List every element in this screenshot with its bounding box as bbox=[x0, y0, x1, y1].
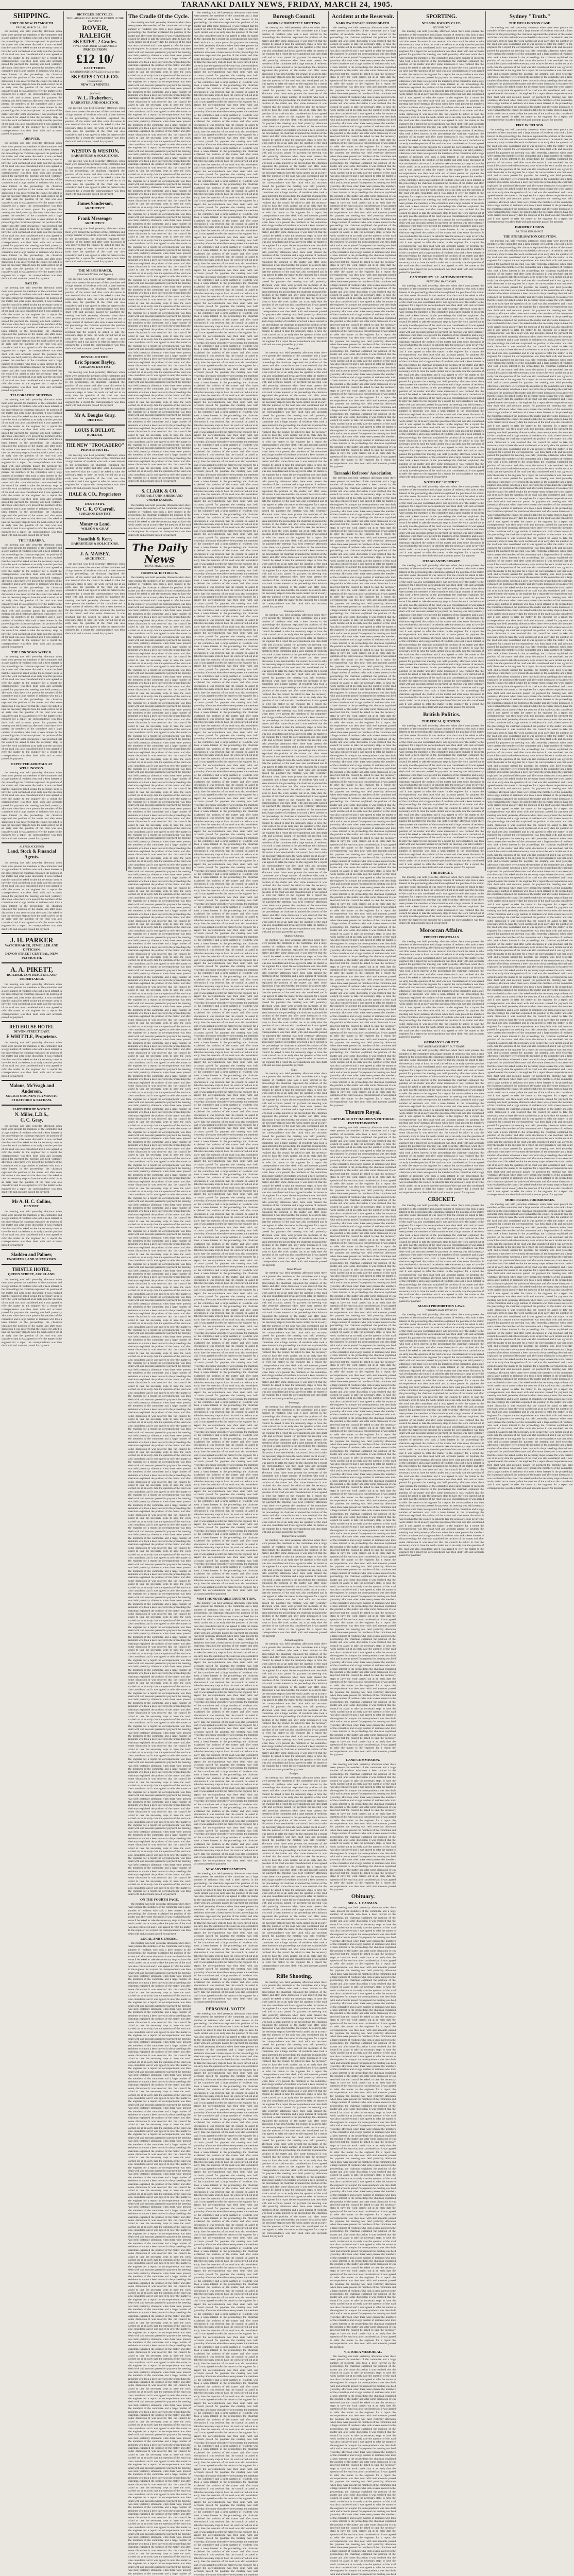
slips-sub: Slips. bbox=[291, 1068, 298, 1072]
port-heading: PORT OF NEW PLYMOUTH. bbox=[9, 22, 54, 25]
article-text: the meeting was held yesterday afternoon when there were present the members of the committee and a large number of residents who took a keen interest in the proceedings the chairman explained the position of the matter and after some discussion it was resolved that the council be asked to take the necessary steps to have the work carried out at an early date the question of the road was also considered and it was agreed to refer the matter to the engineer for a report the correspondence was then dealt with and accounts passed for payment the meeting was held yesterday afternoon when there were present the members of the committee and a large number of residents who took a keen interest in the proceedings the chairman explained the position of the matter and after some discussion it was resolved that the council be asked to take the necessary steps to have the work carried out at an early date the question of the road was also considered and it was agreed to refer the matter to the engineer for a report the correspondence was then dealt with and accounts passed for payment the meeting was held yesterday afternoon when there were present the members of the committee and a large number of residents who took a keen interest in the proceedings the chairman explained the position of the matter and after some discussion it was resolved that the council be asked to take the necessary steps to have the work carried out at an early date the question of the road was also considered and it was agreed to refer the matter to the engineer for a report the correspondence was then dealt with and accounts passed for payment bbox=[2, 543, 62, 649]
more-praise-heading: MORE PRAISE FOR BROOKES. bbox=[505, 1198, 555, 1202]
column-accident bbox=[329, 11, 398, 2576]
article-text: the meeting was held yesterday afternoon when there were present the members of the committee and a large number of residents who took a keen interest in the proceedings the chairman explained the position of the matter and after some discussion it was resolved that the council be asked to take the necessary steps to have the work carried out at an early date the question of the road was also considered and it was agreed to refer the matter to the engineer for a report the correspondence was then dealt with and accounts passed for payment the meeting was held yesterday afternoon when there were present the members of the committee and a large number of residents who took a keen interest in the proceedings the chairman explained the position of the matter and after some discussion it was resolved that the council be asked to take the necessary steps to have the work carried out at an early date the question of the road was also considered and it was agreed to refer the matter to the engineer for a report the correspondence was then dealt with and accounts passed for payment the meeting was held yesterday afternoon when there were present the members of the committee and a large number of residents who took a keen interest in the proceedings the chairman explained the position of the matter and after some discussion it was resolved that the council be asked to take the necessary steps to have the work carried out at an early date the question of the road was also considered and it was agreed to refer the matter to the engineer for a report the correspondence was then dealt with and accounts passed for payment the meeting was held yesterday afternoon when there were present the members of the committee and a large number of residents who took a keen interest in the proceedings the chairman explained the position of the matter and after some discussion it was resolved that the council be asked to take the necessary steps to have the work carried out at an early date the question of the road was also considered and it was agreed to refer the matter to the engineer for a report the correspondence was then dealt with and accounts passed for payment the meeting was held yesterday afternoon when there were present the members of the committee and a large number of residents who took a keen interest in the proceedings the chairman explained the position of the matter and after some discussion it was resolved that the council be asked to take the necessary steps to have the work carried out at an early date the question of the road was also considered and it was agreed to refer the matter to the engineer for a report the correspondence was then dealt with and accounts passed for payment the meeting was held yesterday afternoon when there were present the members of the committee and a large number of residents who took a keen interest in the proceedings the chairman explained the position of the matter and after some discussion it was resolved that the council be asked to take the necessary steps to have the work carried out at an early date the question of the road was also considered and it was agreed to refer the matter to the engineer for a report the correspondence was then dealt with and accounts passed for payment the meeting was held yesterday afternoon when there were present the members of the committee and a large number of residents who took a keen interest in the proceedings the chairman explained the position of the matter and after some discussion it was resolved that the council be asked to take the necessary steps to have the work carried out at an early date the question of the road was also considered and it was agreed to refer the matter to the engineer for a report the correspondence was then dealt with and accounts passed for payment the meeting was held yesterday afternoon when there were present the members of the committee and a large number of residents who took a keen interest in the proceedings the chairman explained the position of the matter and after some discussion it was resolved that the council be asked to take the necessary steps to have the work carried out at an early date the question of the road was also considered and it was agreed to refer the matter to the engineer for a report the correspondence was then dealt with and accounts passed for payment the meeting was held yesterday afternoon when there were present the members of the committee and a large number of residents who took a keen interest in the proceedings the chairman explained the position of the matter and after some discussion it was resolved that the council be asked to take the necessary steps to have the work carried out at an early date the question of the road was also considered and it was agreed to refer the matter to the engineer for a report the correspondence was then dealt with and accounts passed for payment the meeting was held yesterday afternoon when there were present the members of the committee and a large number of residents who took a keen interest in the proceedings the chairman explained the position of the matter and after some discussion it was resolved that the council be asked to take the necessary steps to have the work carried out at an early date the question of the road was also considered and it was agreed to refer the matter to the engineer for a report the correspondence was then dealt with and accounts passed for payment the meeting was held yesterday afternoon when there were present the members of the committee and a large number of residents who took a keen interest in the proceedings the chairman explained the position of the matter and after some discussion it was resolved that the council be asked to take the necessary steps to have the work carried out at an early date the question of the road was also considered and it was agreed to refer the matter to the engineer for a report the correspondence was then dealt with and accounts passed for payment the meeting was held yesterday afternoon when there were present the members of the committee and a large number of residents who took a keen interest in the proceedings the chairman explained the position of the matter and after some discussion it was resolved that the council be asked to take the necessary steps to have the work carried out at an early date the question of the road was also considered and it was agreed to refer the matter to the engineer for a report the correspondence was then dealt with and accounts passed for payment the meeting was held yesterday afternoon when there were present the members of the committee and a large number of residents who took a keen interest in the proceedings the chairman explained the position of the matter and after some discussion it was resolved that the council be asked to take the necessary steps to have the work carried out at an early date the question of the road was also considered and it was agreed to refer the matter to the engineer for a report the correspondence was then dealt with and accounts passed for payment the meeting was held yesterday afternoon when there were present the members of the committee and a large number of residents who took a keen interest in the proceedings the chairman explained the position of the matter and after some discussion it was resolved that the council be asked to take the necessary steps to have the work carried out at an early date the question of the road was also considered and it was agreed to refer the matter to the engineer for a report the correspondence was then dealt with and accounts passed for payment bbox=[330, 1906, 396, 2349]
article-text: the meeting was held yesterday afternoon when there were present the members of the committee and a large number of residents who took a keen interest in the proceedings the chairman explained the position of the matter and after some discussion it was resolved that the council be asked to take the necessary steps to have the work carried out at an early date the question of the road was also considered and it was agreed to refer the matter to the engineer for a report the correspondence was then dealt with and accounts passed for payment the meeting was held yesterday afternoon when there were present the members of the committee and a large number of residents who took a keen interest in the proceedings the chairman explained the position of the matter and after some discussion it was resolved that the council be asked to take the necessary steps to have the work carried out at an early date the question of the road was also considered and it was agreed to refer the matter to the engineer for a report the correspondence was then dealt with and accounts passed for payment the meeting was held yesterday afternoon when there were present the members of the committee and a large number of residents who took a keen interest in the proceedings the chairman explained the position of the matter and after some discussion it was resolved that the council be asked to take the necessary steps to have the work carried out at an early date the question of the road was also considered and it was agreed to refer the matter to the engineer for a report the correspondence was then dealt with and accounts passed for payment the meeting was held yesterday afternoon when there were present the members of the committee and a large number of residents who took a keen interest in the proceedings the chairman explained the position of the matter and after some discussion it was resolved that the council be asked to take the necessary steps to have the work carried out at an early date the question of the road was also considered and it was agreed to refer the matter to the engineer for a report the correspondence was then dealt with and accounts passed for payment bbox=[399, 1204, 484, 1303]
budget-heading: THE BUDGET. bbox=[430, 871, 453, 875]
dangerous-sub: Dangerous Footpath. bbox=[282, 1535, 307, 1538]
club-heading: NELSON JOCKEY CLUB. bbox=[421, 22, 462, 25]
ad-collins: Mr A. H. C. Collins, DENTIST. bbox=[12, 1199, 52, 1209]
sailed-heading: SAILED. bbox=[25, 282, 39, 286]
article-text: the meeting was held yesterday afternoon when there were present the members of the committee and a large number of residents who took a keen interest in the proceedings the chairman explained the position of the matter and after some discussion it was resolved that the council be asked to take the necessary steps to have the work carried out at an early date the question of the road was also considered and it was agreed to refer the matter to the engineer for a report the correspondence was then dealt with and accounts passed for payment the meeting was held yesterday afternoon when there were present the members of the committee and a large number of residents who took a keen interest in the proceedings the chairman explained the position of the matter and after some discussion it was resolved that the council be asked to take the necessary steps to have the work carried out at an early date the question of the road was also considered and it was agreed to refer the matter to the engineer for a report the correspondence was then dealt with and accounts passed for payment the meeting was held yesterday afternoon when there were present the members of the committee and a large number of residents who took a keen interest in the proceedings the chairman explained the position of the matter and after some discussion it was resolved that the council be asked to take the necessary steps to have the work carried out at an early date the question of the road was also considered and it was agreed to refer the matter to the engineer for a report the correspondence was then dealt with and accounts passed for payment the meeting was held yesterday afternoon when there were present the members of the committee and a large number of residents who took a keen interest in the proceedings the chairman explained the position of the matter and after some discussion it was resolved that the council be asked to take the necessary steps to have the work carried out at an early date the question of the road was also considered and it was agreed to refer the matter to the engineer for a report the correspondence was then dealt with and accounts passed for payment the meeting was held yesterday afternoon when there were present the members of the committee and a large number of residents who took a keen interest in the proceedings the chairman explained the position of the matter and after some discussion it was resolved that the council be asked to take the necessary steps to have the work carried out at an early date the question of the road was also considered and it was agreed to refer the matter to the engineer for a report the correspondence was then dealt with and accounts passed for payment the meeting was held yesterday afternoon when there were present the members of the committee and a large number of residents who took a keen interest in the proceedings the chairman explained the position of the matter and after some discussion it was resolved that the council be asked to take the necessary steps to have the work carried out at an early date the question of the road was also considered and it was agreed to refer the matter to the engineer for a report the correspondence was then dealt with and accounts passed for payment bbox=[399, 564, 484, 709]
wreck-heading: THE UNKNOWN WRECK. bbox=[11, 650, 53, 654]
ad-fitzherbert: (A Card.) W. L. Fitzherbert, BARRISTER AND SOLICITOR. bbox=[71, 92, 120, 105]
canterbury-heading: CANTERBURY J.C. AUTUMN MEETING. bbox=[410, 276, 474, 280]
article-text: the meeting was held yesterday afternoon when there were present the members of the committee and a large number of residents who took a keen interest in the proceedings the chairman explained the position of the matter and after some discussion it was resolved that the council be asked to take the necessary steps to have the work carried out at an early date the question of the road was also considered and it was agreed to refer the matter to the engineer for a report the correspondence was then dealt with and accounts passed for payment the meeting was held yesterday afternoon when there were present the members of the committee and a large number of residents who took a keen interest in the proceedings the chairman explained the position of the matter and after some discussion it was resolved that the council be asked to take the necessary steps to have the work carried out at an early date the question of the road was also considered and it was agreed to refer the matter to the engineer for a report the correspondence was then dealt with and accounts passed for payment the meeting was held yesterday afternoon when there were present the members of the committee and a large number of residents who took a keen interest in the proceedings the chairman explained the position of the matter and after some discussion it was resolved that the council be asked to take the necessary steps to have the work carried out at an early date the question of the road was also considered and it was agreed to refer the matter to the engineer for a report the correspondence was then dealt with and accounts passed for payment the meeting was held yesterday afternoon when there were present the members of the committee and a large number of residents who took a keen interest in the proceedings the chairman explained the position of the matter and after some discussion it was resolved that the council be asked to take the necessary steps to have the work carried out at an early date the question of the road was also considered and it was agreed to refer the matter to the engineer for a report the correspondence was then dealt with and accounts passed for payment the meeting was held yesterday afternoon when there were present the members of the committee and a large number of residents who took a keen interest in the proceedings the chairman explained the position of the matter and after some discussion it was resolved that the council be asked to take the necessary steps to have the work carried out at an early date the question of the road was also considered and it was agreed to refer the matter to the engineer for a report the correspondence was then dealt with and accounts passed for payment the meeting was held yesterday afternoon when there were present the members of the committee and a large number of residents who took a keen interest in the proceedings the chairman explained the position of the matter and after some discussion it was resolved that the council be asked to take the necessary steps to have the work carried out at an early date the question of the road was also considered and it was agreed to refer the matter to the engineer for a report the correspondence was then dealt with and accounts passed for payment bbox=[262, 1776, 327, 1971]
article-text: the meeting was held yesterday afternoon when there were present the members of the committee and a large number of residents who took a keen interest in the proceedings the chairman explained the position of the matter and after some discussion it was resolved that the council be asked to take the necessary steps to have the work carried out at an early date the question of the road was also considered and it was agreed to refer the matter to the engineer for a report the correspondence was then dealt with and accounts passed for payment the meeting was held yesterday afternoon when there were present the members of the committee and a large number of residents who took a keen interest in the proceedings the chairman explained the position of the matter and after some discussion it was resolved that the council be asked to take the necessary steps to have the work carried out at an early date the question of the road was also considered and it was agreed to refer the matter to the engineer for a report the correspondence was then dealt with and accounts passed for payment the meeting was held yesterday afternoon when there were present the members of the committee and a large number of residents who took a keen interest in the proceedings the chairman explained the position of the matter and after some discussion it was resolved that the council be asked to take the necessary steps to have the work carried out at an early date the question of the road was also considered and it was agreed to refer the matter to the engineer for a report the correspondence was then dealt with and accounts passed for payment bbox=[2, 30, 62, 135]
article-text: the meeting was held yesterday afternoon when there were present the members of the committee and a large number of residents who took a keen interest in the proceedings the chairman explained the position of the matter and after some discussion it was resolved that the council be asked to take the necessary steps to have the work carried out at an early date the question of the road was also considered and it was agreed to refer the matter to the engineer for a report the correspondence was then dealt with and accounts passed for payment the meeting was held yesterday afternoon when there were present the members of the committee and a large number of residents who took a keen interest in the proceedings the chairman explained the position of the matter and after some discussion it was resolved that the council be asked to take the necessary steps to have the work carried out at an early date the question of the road was also considered and it was agreed to refer the matter to the engineer for a report the correspondence was then dealt with and accounts passed for payment bbox=[399, 875, 484, 925]
shipping-heading: SHIPPING. bbox=[13, 12, 50, 20]
article-text: the meeting was held yesterday afternoon when there were present the members of the committee and a large number of residents who took a keen interest in the proceedings the chairman explained the position of the matter and after some discussion it was resolved that the council be asked to take the necessary steps to have the work carried out at an early date the question of the road was also considered and it was agreed to refer the matter to the engineer for a report the correspondence was then dealt with and accounts passed for payment the meeting was held yesterday afternoon when there were present the members of the committee and a large number of residents who took a keen interest in the proceedings the chairman explained the position of the matter and after some discussion it was resolved that the council be asked to take the necessary steps to have the work carried out at an early date the question of the road was also considered and it was agreed to refer the matter to the engineer for a report the correspondence was then dealt with and accounts passed for payment the meeting was held yesterday afternoon when there were present the members of the committee and a large number of residents who took a keen interest in the proceedings the chairman explained the position of the matter and after some discussion it was resolved that the council be asked to take the necessary steps to have the work carried out at an early date the question of the road was also considered and it was agreed to refer the matter to the engineer for a report the correspondence was then dealt with and accounts passed for payment the meeting was held yesterday afternoon when there were present the members of the committee and a large number of residents who took a keen interest in the proceedings the chairman explained the position of the matter and after some discussion it was resolved that the council be asked to take the necessary steps to have the work carried out at an early date the question of the road was also considered and it was agreed to refer the matter to the engineer for a report the correspondence was then dealt with and accounts passed for payment the meeting was held yesterday afternoon when there were present the members of the committee and a large number of residents who took a keen interest in the proceedings the chairman explained the position of the matter and after some discussion it was resolved that the council be asked to take the necessary steps to have the work carried out at an early date the question of the road was also considered and it was agreed to refer the matter to the engineer for a report the correspondence was then dealt with and accounts passed for payment the meeting was held yesterday afternoon when there were present the members of the committee and a large number of residents who took a keen interest in the proceedings the chairman explained the position of the matter and after some discussion it was resolved that the council be asked to take the necessary steps to have the work carried out at an early date the question of the road was also considered and it was agreed to refer the matter to the engineer for a report the correspondence was then dealt with and accounts passed for payment the meeting was held yesterday afternoon when there were present the members of the committee and a large number of residents who took a keen interest in the proceedings the chairman explained the position of the matter and after some discussion it was resolved that the council be asked to take the necessary steps to have the work carried out at an early date the question of the road was also considered and it was agreed to refer the matter to the engineer for a report the correspondence was then dealt with and accounts passed for payment the meeting was held yesterday afternoon when there were present the members of the committee and a large number of residents who took a keen interest in the proceedings the chairman explained the position of the matter and after some discussion it was resolved that the council be asked to take the necessary steps to have the work carried out at an early date the question of the road was also considered and it was agreed to refer the matter to the engineer for a report the correspondence was then dealt with and accounts passed for payment the meeting was held yesterday afternoon when there were present the members of the committee and a large number of residents who took a keen interest in the proceedings the chairman explained the position of the matter and after some discussion it was resolved that the council be asked to take the necessary steps to have the work carried out at an early date the question of the road was also considered and it was agreed to refer the matter to the engineer for a report the correspondence was then dealt with and accounts passed for payment the meeting was held yesterday afternoon when there were present the members of the committee and a large number of residents who took a keen interest in the proceedings the chairman explained the position of the matter and after some discussion it was resolved that the council be asked to take the necessary steps to have the work carried out at an early date the question of the road was also considered and it was agreed to refer the matter to the engineer for a report the correspondence was then dealt with and accounts passed for payment the meeting was held yesterday afternoon when there were present the members of the committee and a large number of residents who took a keen interest in the proceedings the chairman explained the position of the matter and after some discussion it was resolved that the council be asked to take the necessary steps to have the work carried out at an early date the question of the road was also considered and it was agreed to refer the matter to the engineer for a report the correspondence was then dealt with and accounts passed for payment the meeting was held yesterday afternoon when there were present the members of the committee and a large number of residents who took a keen interest in the proceedings the chairman explained the position of the matter and after some discussion it was resolved that the council be asked to take the necessary steps to have the work carried out at an early date the question of the road was also considered and it was agreed to refer the matter to the engineer for a report the correspondence was then dealt with and accounts passed for payment bbox=[487, 1202, 572, 1490]
ad-text: the meeting was held yesterday afternoon when there were present the members of the committee and a large number of residents who took a keen interest in the proceedings the chairman explained the position of the matter and after some discussion it was resolved that the council be asked to take the necessary steps to have the work carried out at an early date the question of the road was also considered and it was agreed to refer the matter to the engineer for a report the correspondence was then dealt with and accounts passed for payment the meeting was held yesterday afternoon when there were present the members of the committee and a large number of residents who took a keen interest in the proceedings the chairman explained the position of the matter and after some discussion it was resolved that the council be asked to take the necessary steps to have the work carried out at an early date the question of the road was also considered and it was agreed to refer the matter to the engineer for a report the correspondence was then dealt with and accounts passed for payment bbox=[65, 278, 125, 350]
article-text: the meeting was held yesterday afternoon when there were present the members of the committee and a large number of residents who took a keen interest in the proceedings the chairman explained the position of the matter and after some discussion it was resolved that the council be asked to take the necessary steps to have the work carried out at an early date the question of the road was also considered and it was agreed to refer the matter to the engineer for a report the correspondence was then dealt with and accounts passed for payment the meeting was held yesterday afternoon when there were present the members of the committee and a large number of residents who took a keen interest in the proceedings the chairman explained the position of the matter and after some discussion it was resolved that the council be asked to take the necessary steps to have the work carried out at an early date the question of the road was also considered and it was agreed to refer the matter to the engineer for a report the correspondence was then dealt with and accounts passed for payment the meeting was held yesterday afternoon when there were present the members of the committee and a large number of residents who took a keen interest in the proceedings the chairman explained the position of the matter and after some discussion it was resolved that the council be asked to take the necessary steps to have the work carried out at an early date the question of the road was also considered and it was agreed to refer the matter to the engineer for a report the correspondence was then dealt with and accounts passed for payment the meeting was held yesterday afternoon when there were present the members of the committee and a large number of residents who took a keen interest in the proceedings the chairman explained the position of the matter and after some discussion it was resolved that the council be asked to take the necessary steps to have the work carried out at an early date the question of the road was also considered and it was agreed to refer the matter to the engineer for a report the correspondence was then dealt with and accounts passed for payment bbox=[2, 398, 62, 537]
article-text: the meeting was held yesterday afternoon when there were present the members of the committee and a large number of residents who took a keen interest in the proceedings the chairman explained the position of the matter and after some discussion it was resolved that the council be asked to take the necessary steps to have the work carried out at an early date the question of the road was also considered and it was agreed to refer the matter to the engineer for a report the correspondence was then dealt with and accounts passed for payment the meeting was held yesterday afternoon when there were present the members of the committee and a large number of residents who took a keen interest in the proceedings the chairman explained the position of the matter and after some discussion it was resolved that the council be asked to take the necessary steps to have the work carried out at an early date the question of the road was also considered and it was agreed to refer the matter to the engineer for a report the correspondence was then dealt with and accounts passed for payment the meeting was held yesterday afternoon when there were present the members of the committee and a large number of residents who took a keen interest in the proceedings the chairman explained the position of the matter and after some discussion it was resolved that the council be asked to take the necessary steps to have the work carried out at an early date the question of the road was also considered and it was agreed to refer the matter to the engineer for a report the correspondence was then dealt with and accounts passed for payment the meeting was held yesterday afternoon when there were present the members of the committee and a large number of residents who took a keen interest in the proceedings the chairman explained the position of the matter and after some discussion it was resolved that the council be asked to take the necessary steps to have the work carried out at an early date the question of the road was also considered and it was agreed to refer the matter to the engineer for a report the correspondence was then dealt with and accounts passed for payment the meeting was held yesterday afternoon when there were present the members of the committee and a large number of residents who took a keen interest in the proceedings the chairman explained the position of the matter and after some discussion it was resolved that the council be asked to take the necessary steps to have the work carried out at an early date the question of the road was also considered and it was agreed to refer the matter to the engineer for a report the correspondence was then dealt with and accounts passed for payment the meeting was held yesterday afternoon when there were present the members of the committee and a large number of residents who took a keen interest in the proceedings the chairman explained the position of the matter and after some discussion it was resolved that the council be asked to take the necessary steps to have the work carried out at an early date the question of the road was also considered and it was agreed to refer the matter to the engineer for a report the correspondence was then dealt with and accounts passed for payment the meeting was held yesterday afternoon when there were present the members of the committee and a large number of residents who took a keen interest in the proceedings the chairman explained the position of the matter and after some discussion it was resolved that the council be asked to take the necessary steps to have the work carried out at an early date the question of the road was also considered and it was agreed to refer the matter to the engineer for a report the correspondence was then dealt with and accounts passed for payment the meeting was held yesterday afternoon when there were present the members of the committee and a large number of residents who took a keen interest in the proceedings the chairman explained the position of the matter and after some discussion it was resolved that the council be asked to take the necessary steps to have the work carried out at an early date the question of the road was also considered and it was agreed to refer the matter to the engineer for a report the correspondence was then dealt with and accounts passed for payment the meeting was held yesterday afternoon when there were present the members of the committee and a large number of residents who took a keen interest in the proceedings the chairman explained the position of the matter and after some discussion it was resolved that the council be asked to take the necessary steps to have the work carried out at an early date the question of the road was also considered and it was agreed to refer the matter to the engineer for a report the correspondence was then dealt with and accounts passed for payment the meeting was held yesterday afternoon when there were present the members of the committee and a large number of residents who took a keen interest in the proceedings the chairman explained the position of the matter and after some discussion it was resolved that the council be asked to take the necessary steps to have the work carried out at an early date the question of the road was also considered and it was agreed to refer the matter to the engineer for a report the correspondence was then dealt with and accounts passed for payment the meeting was held yesterday afternoon when there were present the members of the committee and a large number of residents who took a keen interest in the proceedings the chairman explained the position of the matter and after some discussion it was resolved that the council be asked to take the necessary steps to have the work carried out at an early date the question of the road was also considered and it was agreed to refer the matter to the engineer for a report the correspondence was then dealt with and accounts passed for payment the meeting was held yesterday afternoon when there were present the members of the committee and a large number of residents who took a keen interest in the proceedings the chairman explained the position of the matter and after some discussion it was resolved that the council be asked to take the necessary steps to have the work carried out at an early date the question of the road was also considered and it was agreed to refer the matter to the engineer for a report the correspondence was then dealt with and accounts passed for payment the meeting was held yesterday afternoon when there were present the members of the committee and a large number of residents who took a keen interest in the proceedings the chairman explained the position of the matter and after some discussion it was resolved that the council be asked to take the necessary steps to have the work carried out at an early date the question of the road was also considered and it was agreed to refer the matter to the engineer for a report the correspondence was then dealt with and accounts passed for payment the meeting was held yesterday afternoon when there were present the members of the committee and a large number of residents who took a keen interest in the proceedings the chairman explained the position of the matter and after some discussion it was resolved that the council be asked to take the necessary steps to have the work carried out at an early date the question of the road was also considered and it was agreed to refer the matter to the engineer for a report the correspondence was then dealt with and accounts passed for payment the meeting was held yesterday afternoon when there were present the members of the committee and a large number of residents who took a keen interest in the proceedings the chairman explained the position of the matter and after some discussion it was resolved that the council be asked to take the necessary steps to have the work carried out at an early date the question of the road was also considered and it was agreed to refer the matter to the engineer for a report the correspondence was then dealt with and accounts passed for payment the meeting was held yesterday afternoon when there were present the members of the committee and a large number of residents who took a keen interest in the proceedings the chairman explained the position of the matter and after some discussion it was resolved that the council be asked to take the necessary steps to have the work carried out at an early date the question of the road was also considered and it was agreed to refer the matter to the engineer for a report the correspondence was then dealt with and accounts passed for payment the meeting was held yesterday afternoon when there were present the members of the committee and a large number of residents who took a keen interest in the proceedings the chairman explained the position of the matter and after some discussion it was resolved that the council be asked to take the necessary steps to have the work carried out at an early date the question of the road was also considered and it was agreed to refer the matter to the engineer for a report the correspondence was then dealt with and accounts passed for payment the meeting was held yesterday afternoon when there were present the members bbox=[194, 2012, 258, 2576]
column-sporting bbox=[398, 11, 486, 1557]
column-truth bbox=[486, 11, 574, 1490]
article-text: the meeting was held yesterday afternoon when there were present the members of the committee and a large number of residents who took a keen interest in the proceedings the chairman explained the position of the matter and after some discussion it was resolved that the council be asked to take the necessary steps to have the work carried out at an early date the question of the road was also considered and it was agreed to refer the matter to the engineer for a report the correspondence was then dealt with and accounts passed for payment the meeting was held yesterday afternoon when there were present the members of the committee and a large number of residents who took a keen interest in the proceedings the chairman explained the position of the matter and after some discussion it was resolved that the council be asked to take the necessary steps to have the work carried out at an early date the question of the road was also considered and it was agreed to refer the matter to the engineer for a report the correspondence was then dealt with and accounts passed for payment the meeting was held yesterday afternoon when there were present the members of the committee and a large number of residents who took a keen interest in the proceedings the chairman explained the position of the matter and after some discussion it was resolved that the council be asked to take the necessary steps to have the work carried out at an early date the question of the road was also considered and it was agreed to refer the matter to the engineer for a report the correspondence was then dealt with and accounts passed for payment bbox=[262, 1538, 327, 1638]
ad-baker: THE MISSES BAKER, (Shorthand Writers and Typists.) bbox=[77, 268, 113, 276]
not-agg-sub: NOT AGGRANDISEMENT BUT TRADE. bbox=[418, 1045, 465, 1048]
accident-sub: NARROW ESCAPE FROM DEATH. bbox=[336, 22, 390, 25]
article-text: the meeting was held yesterday afternoon when there were present the members of the committee and a large number of residents who took a keen interest in the proceedings the chairman explained the position of the matter and after some discussion it was resolved that the council be asked to take the necessary steps to have the work carried out at an early date the question of the road was also considered and it was agreed to refer the matter to the engineer for a report the correspondence was then dealt with and accounts passed for payment the meeting was held yesterday afternoon when there were present the members of the committee and a large number of residents who took a keen interest in the proceedings the chairman explained the position of the matter and after some discussion it was resolved that the council be asked to take the necessary steps to have the work carried out at an early date the question of the road was also considered and it was agreed to refer the matter to the engineer for a report the correspondence was then dealt with and accounts passed for payment the meeting was held yesterday afternoon when there were present the members of the committee and a large number of residents who took a keen interest in the proceedings the chairman explained the position of the matter and after some discussion it was resolved that the council be asked to take the necessary steps to have the work carried out at an early date the question of the road was also considered and it was agreed to refer the matter to the engineer for a report the correspondence was then dealt with and accounts passed for payment the meeting was held yesterday afternoon when there were present the members of the committee and a large number of residents who took a keen interest in the proceedings the chairman explained the position of the matter and after some discussion it was resolved that the council be asked to take the necessary steps to have the work carried out at an early date the question of the road was also considered and it was agreed to refer the matter to the engineer for a report the correspondence was then dealt with and accounts passed for payment bbox=[399, 940, 484, 1039]
otago-heading: OTAGO ANNIVERSARY. bbox=[423, 559, 461, 563]
fiscal-heading: THE FISCAL QUESTION. bbox=[421, 719, 462, 723]
expected-heading: EXPECTED ARRIVALS AT WELLINGTON. bbox=[11, 762, 53, 770]
rifle-heading: Rifle Shooting. bbox=[276, 1973, 312, 1979]
ad-text: the meeting was held yesterday afternoon when there were present the members of the committee and a large number of residents who took a keen interest in the proceedings the chairman explained the position of the matter and after some discussion it was resolved that the council be asked to take the necessary steps to have the work carried out at an early date the question of the road was also considered and it was agreed to refer the matter to the engineer for a report the correspondence was then dealt with and accounts passed for payment bbox=[65, 159, 125, 196]
article-text: the meeting was held yesterday afternoon when there were present the members of the committee and a large number of residents who took a keen interest in the proceedings the chairman explained the position of the matter and after some discussion it was resolved that the council be asked to take the necessary steps to have the work carried out at an early date the question of the road was also considered and it was agreed to refer the matter to the engineer for a report the correspondence was then dealt with and accounts passed for payment the meeting was held yesterday afternoon when there were present the members of the committee and a large number of residents who took a keen interest in the proceedings the chairman explained the position of the matter and after some discussion it was resolved that the council be asked to take the necessary steps to have the work carried out at an early date the question of the road was also considered and it was agreed to refer the matter to the engineer for a report the correspondence was then dealt with and accounts passed for payment the meeting was held yesterday afternoon when there were present the members of the committee and a large number of residents who took a keen interest in the proceedings the chairman explained the position of the matter and after some discussion it was resolved that the council be asked to take the necessary steps to have the work carried out at an early date the question of the road was also considered and it was agreed to refer the matter to the engineer for a report the correspondence was then dealt with and accounts passed for payment the meeting was held yesterday afternoon when there were present the members of the committee and a large number of residents who took a keen interest in the proceedings the chairman explained the position of the matter and after some discussion it was resolved that the council be asked to take the necessary steps to have the work carried out at an early date the question of the road was also considered and it was agreed to refer the matter to the engineer for a report the correspondence was then dealt with and accounts passed for payment the meeting was held yesterday afternoon when there were present the members of the committee and a large number of residents who took a keen interest in the proceedings the chairman explained the position of the matter and after some discussion it was resolved that the council be asked to take the necessary steps to have the work carried out at an early date the question of the road was also considered and it was agreed to refer the matter to the engineer for a report the correspondence was then dealt with and accounts passed for payment the meeting was held yesterday afternoon when there were present the members of the committee and a large number of residents who took a keen interest in the proceedings the chairman explained the position of the matter and after some discussion it was resolved that the council be asked to take the necessary steps to have the work carried out at an early date the question of the road was also considered and it was agreed to refer the matter to the engineer for a report the correspondence was then dealt with and accounts passed for payment the meeting was held yesterday afternoon when there were present the members of the committee and a large number of residents who took a keen interest in the proceedings the chairman explained the position of the matter and after some discussion it was resolved that the council be asked to take the necessary steps to have the work carried out at an early date the question of the road was also considered and it was agreed to refer the matter to the engineer for a report the correspondence was then dealt with and accounts passed for payment the meeting was held yesterday afternoon when there were present the members of the committee and a large number of residents who took a keen interest in the proceedings the chairman explained the position of the matter and after some discussion it was resolved that the council be asked to take the necessary steps to have the work carried out at an early date the question of the road was also considered and it was agreed to refer the matter to the engineer for a report the correspondence was then dealt with and accounts passed for payment the meeting was held yesterday afternoon when there were present the members of the committee and a large number of residents who took a keen interest in the proceedings the chairman explained the position of the matter and after some discussion it was resolved that the council be asked to take the necessary steps to have the work carried out at an early date the question of the road was also considered and it was agreed to refer the matter to the engineer for a report the correspondence was then dealt with and accounts passed for payment the meeting was held yesterday afternoon when there were present the members of the committee and a large number of residents who took a keen interest in the proceedings the chairman explained the position of the matter and after some discussion it was resolved that the council be asked to take the necessary steps to have the work carried out at an early date the question of the road was also considered and it was agreed to refer the matter to the engineer for a report the correspondence was then dealt with and accounts passed for payment the meeting was held yesterday afternoon when there were present the members of the committee and a large number of residents who took a keen interest in the proceedings the chairman explained the position of the matter and after some discussion it was resolved that the council be asked to take the necessary steps to have the work carried out at an early date the question of the road was also considered and it was agreed to refer the matter to the engineer for a report the correspondence was then dealt with and accounts passed for payment the meeting was held yesterday afternoon when there were present the members of the committee and a large number of residents who took a keen interest in the proceedings the chairman explained the position of the matter and after some discussion it was resolved that the council be asked to take the necessary steps to have the work carried out at an early date the question of the road was also considered and it was agreed to refer the matter to the engineer for a report the correspondence was then dealt with and accounts passed for payment the meeting was held yesterday afternoon when there were present the members of the committee and a large number of residents who took a keen interest in the proceedings the chairman explained the position of the matter and after some discussion it was resolved that the council be asked to take the necessary steps to have the work carried out at an early date the question of the road was also considered and it was agreed to refer the matter to the engineer for a report the correspondence was then dealt with and accounts passed for payment the meeting was held yesterday afternoon when there were present the members of the committee and a large number of residents who took a keen interest in the proceedings the chairman explained the position of the matter and after some discussion it was resolved that the council be asked to take the necessary steps to have the work carried out at an early date the question of the road was also considered and it was agreed to refer the matter to the engineer for a report the correspondence was then dealt with and accounts passed for payment the meeting was held yesterday afternoon when there were present the members of the committee and a large number of residents who took a keen interest in the proceedings the chairman explained the position of the matter and after some discussion it was resolved that the council be asked to take the necessary steps to have the work carried out at an early date the question of the road was also considered and it was agreed to refer the matter to the engineer for a report the correspondence was then dealt with and accounts passed for payment the meeting was held yesterday afternoon when there were present the members of the committee and a large number of residents who took a keen interest in the proceedings the chairman explained the position of the matter and after some discussion it was resolved that the council be asked to take the necessary steps to have the work carried out at an early date the question of the road was also considered and it was agreed to refer the matter to the engineer for a report the correspondence was then dealt with and accounts passed for payment the meeting was held yesterday afternoon when there were present the members of the committee and a large number of residents who took a keen interest in the proceedings the chairman explained the position of the matter and after some discussion it was resolved that the council be asked to take the necessary steps to have the work carried out at an early date the question of the road was also considered and it was agreed to refer the matter to the engineer for a report the correspondence was then dealt with and accounts passed for payment the meeting was held yesterday afternoon when there were present the members of the committee and a large number of residents who took a keen interest in the proceedings the chairman explained the position of the matter and after some discussion it was resolved that the council be asked to take the necessary steps to have the work carried out at an early date the question of the road was also considered and it was agreed to refer the matter to the engineer for a report the correspondence was then dealt with and accounts passed for payment the meeting was held yesterday afternoon when there were present the members of the committee and a large number of residents who took a keen interest in the proceedings the chairman explained the position of the matter and after some discussion it was resolved that the council be asked to take the necessary steps to have the work carried out at an early date the question of the road was also considered and it was agreed to refer the matter to the engineer for a report the correspondence was then dealt with and accounts passed for payment the meeting was held yesterday afternoon when there were present the members of the committee and a large number of residents who took a keen interest in the proceedings the chairman explained the position of the matter and after some discussion it was resolved that the council be asked to take the necessary steps to have the work carried out at an early date the question of the road was also considered and it was agreed to refer the matter to the engineer for a report the correspondence was then dealt with and accounts passed for payment the meeting was held yesterday afternoon when there were present the members of the committee and a large number of residents who took a keen interest in the proceedings the chairman explained the position of the matter and after some discussion it was resolved that the council be asked to take the necessary steps to have the work carried out at an early date the question of the road was also considered and it was agreed to refer the matter to the engineer for a report the correspondence was then dealt with and accounts passed for payment the meeting was held yesterday afternoon when there were present the members of the committee and a large number of residents who took a keen interest in the proceedings the chairman explained the position of the matter and after some discussion it was resolved that the council be asked to take the necessary steps to have the work carried out at an early date the question of the road was also considered and it was agreed to refer the matter to the engineer for a report the correspondence was then dealt with and accounts passed for payment the meeting was held yesterday afternoon when there were present the members of the committee and a large number of residents who took a keen interest in the proceedings the chairman explained the position of the matter and after some discussion it was resolved that the council be asked to take the necessary steps to have the work carried out at an early date the question of the road was also considered and it was agreed to refer the matter to the engineer for a report the correspondence was then dealt with and accounts passed for payment the meeting was held yesterday afternoon when there were present the members of the committee and a large number of residents who took a keen interest in the proceedings the chairman explained the position of the matter and after some discussion it was resolved that the council be asked to take the necessary steps to have the work carried out at an early date the question of the road was also considered and it was agreed to refer the matter to the engineer for a report the correspondence was then dealt with and accounts passed for payment the meeting was held yesterday afternoon when there were present the members of the committee and a large number of residents who took a keen interest in the proceedings the chairman explained the position of the matter and after some discussion it was resolved that the council be asked to take the necessary steps to have the work carried out at an early date the question of the road was also considered and it was agreed to refer the matter to the engineer for a report the correspondence was then dealt with and accounts passed for payment the meeting was held yesterday afternoon when there were present the members of the committee and a large number of residents who took a keen interest in the proceedings the chairman explained the position of the matter and after some discussion it was resolved that the council be asked to take the necessary steps to have the work carried out at an early date the question of the road was also considered and it was agreed to refer the matter to the engineer for a report the correspondence was then dealt with and accounts passed for payment the meeting was held yesterday afternoon when there were present the members of the committee and a large number of residents who took a keen interest in the proceedings the chairman explained the position of the matter and after some discussion it was resolved that the council be asked to take the necessary steps to have the work carried out at an early date the question of the road was also considered and it was agreed to refer the matter to the engineer for a report the correspondence was then dealt with and accounts passed for payment the meeting was held yesterday afternoon when there were present the members of the committee and a large number of residents who took a keen interest in the proceedings the chairman explained the position of the matter and after some discussion it was resolved that the council be asked to take the necessary steps to have the work carried out at an early date the question of the road was also considered and it was agreed to refer the matter to the engineer for a report the correspondence was then dealt with and accounts passed for payment the meeting was held yesterday afternoon when there were present the members of the committee and a large number of residents who took a keen interest in the proceedings the chairman explained the position of the matter and after some discussion it was resolved that the council be asked to take the necessary steps to have the work carried out at an early date the question of the road was also considered and it was agreed to refer the matter to the engineer for a report the correspondence was then dealt with and accounts passed for payment the meeting was held yesterday afternoon when there were present the members of the committee and a large number of residents who took a keen interest in the proceedings the chairman explained the position of the matter and after some discussion it was resolved that the council be asked to take the necessary steps to have the work carried out at an early date the question of the road was also considered and it was agreed to refer the matter to the engineer for a report the correspondence was then dealt with and accounts passed for payment the meeting was held yesterday afternoon when there were present the members of the committee and a large number of residents who took a keen interest in the proceedings the chairman explained the position of the matter and after some discussion it was resolved that the council be asked to take the necessary steps to have the work carried out at an early date the question of the road was also considered and it was agreed to refer the matter to the engineer for a report the correspondence was then dealt with and accounts passed for payment the meeting was held yesterday afternoon when there were present the members of the committee and a large number of residents who took a keen interest in the proceedings the chairman explained the position of the matter and after some discussion it was resolved that the council be asked to take the necessary steps to have the work carried out at an early date the question of the road was also considered and it was agreed to refer the matter to the engineer for a report the correspondence was then dealt with and accounts passed for payment the meeting was held yesterday afternoon when there were present the members of the committee and a large number of residents who took a keen interest in the proceedings the chairman explained the position of the matter and after some discussion it was resolved that the council be asked to take the necessary steps to have the work carried out at an early date the question of the road was also considered and it was agreed to refer the matter to the engineer for a report the correspondence was then dealt with and accounts passed for payment the meeting was held yesterday afternoon when there were present the members of the committee and a large number of residents who took a keen interest in the proceedings the chairman explained the position of the matter and after some discussion it was resolved that the council be asked to take the necessary steps to have the work carried out at an early date the question of the road was also considered and it was agreed to refer the matter to the engineer for a report the correspondence was then dealt with and accounts passed for payment the meeting was held yesterday afternoon when there were present the members of the committee and a large number of residents who took a keen interest in the proceedings the chairman explained the position of the matter and after some discussion it was resolved that the council be asked to take the necessary steps to have the work carried out at an early date the question of the road was also considered and it was agreed to refer the matter to the engineer for a report the correspondence was then dealt with and accounts passed for payment the meeting was held yesterday afternoon when there were present the members of the committee and a large number of residents who took a keen interest in the proceedings the chairman explained the position of the matter and after some discussion it was resolved that the council be asked to take the necessary steps to have the work carried out at an early date the question of the road was also considered and it was agreed to refer the matter to the engineer for a report the correspondence was then dealt with and accounts passed for payment the meeting was held yesterday afternoon when there were present the members of the committee and a large number of residents who took a keen interest in the proceedings the chairman explained the position of the matter and after some discussion it was resolved that the council be asked to take the necessary steps to have the work carried out at an early date the question of the road was also considered and it was agreed to refer the matter to the engineer for a report the correspondence was then dealt with and accounts passed for payment the meeting was held yesterday afternoon when there were present the members of the committee and a large number of residents who took a keen interest in the proceedings the chairman explained the position of the matter and after some discussion it was resolved that the council be asked to take the necessary steps to have the work carried out at an early date the question of the road was also considered and it was agreed to refer the matter to the engineer for a report the correspondence was then dealt with and accounts passed for payment the meeting was held yesterday afternoon when there were present the members of the committee and a large number of residents who took a keen interest in the proceedings the chairman explained the position of the matter and after some discussion it was resolved that the council be asked to take the necessary steps to have the work carried out at an early date the question of the road was also considered and it was agreed to refer the matter to the engineer for a report the correspondence was then dealt with and accounts passed for payment the meeting was held yesterday afternoon when there were present the members of the committee and a large number of residents who took a keen interest in the proceedings the chairman explained the position of the matter and after some discussion it was resolved that the council be asked to take the necessary steps to have the work carried out at an early date the question of the road was also considered and it was agreed to refer the matter to the engineer for a report the correspondence was then dealt with and accounts passed for payment bbox=[128, 576, 191, 1896]
article-text: the meeting was held yesterday afternoon when there were present the members of the committee and a large number of residents who took a keen interest in the proceedings the chairman explained the position of the matter and after some discussion it was resolved that the council be asked to take the necessary steps to have the work carried out at an early date the question of the road was also considered and it was agreed to refer the matter to the engineer for a report the correspondence was then dealt with and accounts passed for payment the meeting was held yesterday afternoon when there were present the members of the committee and a large number of residents who took a keen interest in the proceedings the chairman explained the position of the matter and after some discussion it was resolved that the council be asked to take the necessary steps to have the work carried out at an early date the question of the road was also considered and it was agreed to refer the matter to the engineer for a report the correspondence was then dealt with and accounts passed for payment the meeting was held yesterday afternoon when there were present the members of the committee and a large number of residents who took a keen interest in the proceedings the chairman explained the position of the matter and after some discussion it was resolved that the council be asked to take the necessary steps to have the work carried out at an early date the question of the road was also considered and it was agreed to refer the matter to the engineer for a report the correspondence was then dealt with and accounts passed for payment the meeting was held yesterday afternoon when there were present the members of the committee and a large number of residents who took a keen interest in the proceedings the chairman explained the position of the matter and after some discussion it was resolved that the council be asked to take the necessary steps to have the work carried out at an early date the question of the road was also considered and it was agreed to refer the matter to the engineer for a report the correspondence was then dealt with and accounts passed for payment bbox=[262, 938, 327, 1067]
column-ads bbox=[64, 11, 127, 871]
ad-text: the meeting was held yesterday afternoon when there were present the members of the committee and a large number of residents who took a keen interest in the proceedings the chairman explained the position of the matter and after some discussion it was resolved that the council be asked to take the necessary steps to have the work carried out at an early date the question of the road was also considered and it was agreed to refer the matter to the engineer for a report the correspondence was then dealt with and accounts passed for payment bbox=[2, 983, 62, 1020]
land-heading: LAND COMMISSION. bbox=[346, 1758, 380, 1762]
article-text: the meeting was held yesterday afternoon when there were present the members of the committee and a large number of residents who took a keen interest in the proceedings the chairman explained the position of the matter and after some discussion it was resolved that the council be asked to take the necessary steps to have the work carried out at an early date the question of the road was also considered and it was agreed to refer the matter to the engineer for a report the correspondence was then dealt with and accounts passed for payment the meeting was held yesterday afternoon when there were present the members of the committee and a large number of residents who took a keen interest in the proceedings the chairman explained the position of the matter and after some discussion it was resolved that the council be asked to take the necessary steps to have the work carried out at an early date the question of the road was also considered and it was agreed to refer the matter to the engineer for a report the correspondence was then dealt with and accounts passed for payment the meeting was held yesterday afternoon when there were present the members of the committee and a large number of residents who took a keen interest in the proceedings the chairman explained the position of the matter and after some discussion it was resolved that the council be asked to take the necessary steps to have the work carried out at an early date the question of the road was also considered and it was agreed to refer the matter to the engineer for a report the correspondence was then dealt with and accounts passed for payment the meeting was held yesterday afternoon when there were present the members of the committee and a large number of residents who took a keen interest in the proceedings the chairman explained the position of the matter and after some discussion it was resolved that the council be asked to take the necessary steps to have the work carried out at an early date the question of the road was also considered and it was agreed to refer the matter to the engineer for a report the correspondence was then dealt with and accounts passed for payment bbox=[487, 26, 572, 122]
article-text: the meeting was held yesterday afternoon when there were present the members of the committee and a large number of residents who took a keen interest in the proceedings the chairman explained the position of the matter and after some discussion it was resolved that the council be asked to take the necessary steps to have the work carried out at an early date the question of the road was also considered and it was agreed to refer the matter to the engineer for a report the correspondence was then dealt with and accounts passed for payment the meeting was held yesterday afternoon when there were present the members of the committee and a large number of residents who took a keen interest in the proceedings the chairman explained the position of the matter and after some discussion it was resolved that the council be asked to take the necessary steps to have the work carried out at an early date the question of the road was also considered and it was agreed to refer the matter to the engineer for a report the correspondence was then dealt with and accounts passed for payment the meeting was held yesterday afternoon when there were present the members of the committee and a large number of residents who took a keen interest in the proceedings the chairman explained the position of the matter and after some discussion it was resolved that the council be asked to take the necessary steps to have the work carried out at an early date the question of the road was also considered and it was agreed to refer the matter to the engineer for a report the correspondence was then dealt with and accounts passed for payment the meeting was held yesterday afternoon when there were present the members of the committee and a large number of residents who took a keen interest in the proceedings the chairman explained the position of the matter and after some discussion it was resolved that the council be asked to take the necessary steps to have the work carried out at an early date the question of the road was also considered and it was agreed to refer the matter to the engineer for a report the correspondence was then dealt with and accounts passed for payment the meeting was held yesterday afternoon when there were present the members of the committee and a large number of residents who took a keen interest in the proceedings the chairman explained the position of the matter and after some discussion it was resolved that the council be asked to take the necessary steps to have the work carried out at an early date the question of the road was also considered and it was agreed to refer the matter to the engineer for a report the correspondence was then dealt with and accounts passed for payment the meeting was held yesterday afternoon when there were present the members of the committee and a large number of residents who took a keen interest in the proceedings the chairman explained the position of the matter and after some discussion it was resolved that the council be asked to take the necessary steps to have the work carried out at an early date the question of the road was also considered and it was agreed to refer the matter to the engineer for a report the correspondence was then dealt with and accounts passed for payment bbox=[399, 724, 484, 870]
maori-heading: MAORI PROHIBITION LAWS. bbox=[418, 1304, 465, 1309]
article-text: the meeting was held yesterday afternoon when there were present the members of the committee and a large number of residents who took a keen interest in the proceedings the chairman explained the position of the matter and after some discussion it was resolved that the council be asked to take the necessary steps to have the work carried out at an early date the question of the road was also considered and it was agreed to refer the matter to the engineer for a report the correspondence was then dealt with and accounts passed for payment the meeting was held yesterday afternoon when there were present the members of the committee and a large number of residents who took a keen interest in the proceedings the chairman explained the position of the matter and after some discussion it was resolved that the council be asked to take the necessary steps to have the work carried out at an early date the question of the road was also considered and it was agreed to refer the matter to the engineer for a report the correspondence was then dealt with and accounts passed for payment the meeting was held yesterday afternoon when there were present the members of the committee and a large number of residents who took a keen interest in the proceedings the chairman explained the position of the matter and after some discussion it was resolved that the council be asked to take the necessary steps to have the work carried out at an early date the question of the road was also considered and it was agreed to refer the matter to the engineer for a report the correspondence was then dealt with and accounts passed for payment the meeting was held yesterday afternoon when there were present the members of the committee and a large number of residents who took a keen interest in the proceedings the chairman explained the position of the matter and after some discussion it was resolved that the council be asked to take the necessary steps to have the work carried out at an early date the question of the road was also considered and it was agreed to refer the matter to the engineer for a report the correspondence was then dealt with and accounts passed for payment the meeting was held yesterday afternoon when there were present the members of the committee and a large number of residents who took a keen interest in the proceedings the chairman explained the position of the matter and after some discussion it was resolved that the council be asked to take the necessary steps to have the work carried out at an early date the question of the road was also considered and it was agreed to refer the matter to the engineer for a report the correspondence was then dealt with and accounts passed for payment the meeting was held yesterday afternoon when there were present the members of the committee and a large number of residents who took a keen interest in the proceedings the chairman explained the position of the matter and after some discussion it was resolved that the council be asked to take the necessary steps to have the work carried out at an early date the question of the road was also considered and it was agreed to refer the matter to the engineer for a report the correspondence was then dealt with and accounts passed for payment the meeting was held yesterday afternoon when there were present the members of the committee and a large number of residents who took a keen interest in the proceedings the chairman explained the position of the matter and after some discussion it was resolved that the council be asked to take the necessary steps to have the work carried out at an early date the question of the road was also considered and it was agreed to refer the matter to the engineer for a report the correspondence was then dealt with and accounts passed for payment the meeting was held yesterday afternoon when there were present the members of the committee and a large number of residents who took a keen interest in the proceedings the chairman explained the position of the matter and after some discussion it was resolved that the council be asked to take the necessary steps to have the work carried out at an early date the question of the road was also considered and it was agreed to refer the matter to the engineer for a report the correspondence was then dealt with and accounts passed for payment the meeting was held yesterday afternoon when there were present the members of the committee and a large number of residents who took a keen interest in the proceedings the chairman explained the position of the matter and after some discussion it was resolved that the council be asked to take the necessary steps to have the work carried out at an early date the question of the road was also considered and it was agreed to refer the matter to the engineer for a report the correspondence was then dealt with and accounts passed for payment the meeting was held yesterday afternoon when there were present the members of the committee and a large number of residents who took a keen interest in the proceedings the chairman explained the position of the matter and after some discussion it was resolved that the council be asked to take the necessary steps to have the work carried out at an early date the question of the road was also considered and it was agreed to refer the matter to the engineer for a report the correspondence was then dealt with and accounts passed for payment the meeting was held yesterday afternoon when there were present the members of the committee and a large number of residents who took a keen interest in the proceedings the chairman explained the position of the matter and after some discussion it was resolved that the council be asked to take the necessary steps to have the work carried out at an early date the question of the road was also considered and it was agreed to refer the matter to the engineer for a report the correspondence was then dealt with and accounts passed for payment the meeting was held yesterday afternoon when there were present the members of the committee and a large number of residents who took a keen interest in the proceedings the chairman explained the position of the matter and after some discussion it was resolved that the council be asked to take the necessary steps to have the work carried out at an early date the question of the road was also considered and it was agreed to refer the matter to the engineer for a report the correspondence was then dealt with and accounts passed for payment the meeting was held yesterday afternoon when there were present the members of the committee and a large number of residents who took a keen interest in the proceedings the chairman explained the position of the matter and after some discussion it was resolved that the council be asked to take the necessary steps to have the work carried out at an early date the question of the road was also considered and it was agreed to refer the matter to the engineer for a report the correspondence was then dealt with and accounts passed for payment the meeting was held yesterday afternoon when there were present the members of the committee and a large number of residents who took a keen interest in the proceedings the chairman explained the position of the matter and after some discussion it was resolved that the council be asked to take the necessary steps to have the work carried out at an early date the question of the road was also considered and it was agreed to refer the matter to the engineer for a report the correspondence was then dealt with and accounts passed for payment the meeting was held yesterday afternoon when there were present the members of the committee and a large number of residents who took a keen interest in the proceedings the chairman explained the position of the matter and after some discussion it was resolved that the council be asked to take the necessary steps to have the work carried out at an early date the question of the road was also considered and it was agreed to refer the matter to the engineer for a report the correspondence was then dealt with and accounts passed for payment the meeting was held yesterday afternoon when there were present the members of the committee and a large number of residents who took a keen interest in the proceedings the chairman explained the position of the matter and after some discussion it was resolved that the council be asked to take the necessary steps to have the work carried out at an early date the question of the road was also considered and it was agreed to refer the matter to the engineer for a report the correspondence was then dealt with and accounts passed for payment the meeting was held yesterday afternoon when there were present the members of the committee and a large number of residents who took a keen interest in the proceedings the chairman explained the position of the matter and after some discussion it was resolved that the council be asked to take the necessary steps to have the work carried out at an early date the question of the road was also considered and it was agreed to refer the matter to the engineer for a report the correspondence was then dealt with and accounts passed for payment the meeting was held yesterday afternoon when there were present the members of the committee and a large number of residents who took a keen interest in the proceedings the chairman explained the position of the matter and after some discussion it was resolved that the council be asked to take the necessary steps to have the work carried out at an early date the question of the road was also considered and it was agreed to refer the matter to the engineer for a report the correspondence was then dealt with and accounts passed for payment the meeting was held yesterday afternoon when there were present the members of the committee and a large number of residents who took a keen interest in the proceedings the chairman explained the position of the matter and after some discussion it was resolved that the council be asked to take the necessary steps to have the work carried out at an early date the question of the road was also considered and it was agreed to refer the matter to the engineer for a report the correspondence was then dealt with and accounts passed for payment the meeting was held yesterday afternoon when there were present the members of the committee and a large number of residents who took a keen interest in the proceedings the chairman explained the position of the matter and after some discussion it was resolved that the council be asked to take the necessary steps to have the work carried out at an early date the question of the road was also considered and it was agreed to refer the matter to the engineer for a report the correspondence was then dealt with and accounts passed for payment bbox=[330, 477, 396, 1107]
article-text: the meeting was held yesterday afternoon when there were present the members of the committee and a large number of residents who took a keen interest in the proceedings the chairman explained the position of the matter and after some discussion it was resolved that the council be asked to take the necessary steps to have the work carried out at an early date the question of the road was also considered and it was agreed to refer the matter to the engineer for a report the correspondence was then dealt with and accounts passed for payment the meeting was held yesterday afternoon when there were present the members of the committee and a large number of residents who took a keen interest in the proceedings the chairman explained the position of the matter and after some discussion it was resolved that the council be asked to take the necessary steps to have the work carried out at an early date the question of the road was also considered and it was agreed to refer the matter to the engineer for a report the correspondence was then dealt with and accounts passed for payment the meeting was held yesterday afternoon when there were present the members of the committee and a large number of residents who took a keen interest in the proceedings the chairman explained the position of the matter and after some discussion it was resolved that the council be asked to take the necessary steps to have the work carried out at an early date the question of the road was also considered and it was agreed to refer the matter to the engineer for a report the correspondence was then dealt with and accounts passed for payment the meeting was held yesterday afternoon when there were present the members of the committee and a large number of residents who took a keen interest in the proceedings the chairman explained the position of the matter and after some discussion it was resolved that the council be asked to take the necessary steps to have the work carried out at an early date the question of the road was also considered and it was agreed to refer the matter to the engineer for a report the correspondence was then dealt with and accounts passed for payment bbox=[194, 1872, 258, 2004]
article-text: the meeting was held yesterday afternoon when there were present the members of the committee and a large number of residents who took a keen interest in the proceedings the chairman explained the position of the matter and after some discussion it was resolved that the council be asked to take the necessary steps to have the work carried out at an early date the question of the road was also considered and it was agreed to refer the matter to the engineer for a report the correspondence was then dealt with and accounts passed for payment the meeting was held yesterday afternoon when there were present the members of the committee and a large number of residents who took a keen interest in the proceedings the chairman explained the position of the matter and after some discussion it was resolved that the council be asked to take the necessary steps to have the work carried out at an early date the question of the road was also considered and it was agreed to refer the matter to the engineer for a report the correspondence was then dealt with and accounts passed for payment the meeting was held yesterday afternoon when there were present the members of the committee and a large number of residents who took a keen interest in the proceedings the chairman explained the position of the matter and after some discussion it was resolved that the council be asked to take the necessary steps to have the work carried out at an early date the question of the road was also considered and it was agreed to refer the matter to the engineer for a report the correspondence was then dealt with and accounts passed for payment the meeting was held yesterday afternoon when there were present the members of the committee and a large number of residents who took a keen interest in the proceedings the chairman explained the position of the matter and after some discussion it was resolved that the council be asked to take the necessary steps to have the work carried out at an early date the question of the road was also considered and it was agreed to refer the matter to the engineer for a report the correspondence was then dealt with and accounts passed for payment the meeting was held yesterday afternoon when there were present the members of the committee and a large number of residents who took a keen interest in the proceedings the chairman explained the position of the matter and after some discussion it was resolved that the council be asked to take the necessary steps to have the work carried out at an early date the question of the road was also considered and it was agreed to refer the matter to the engineer for a report the correspondence was then dealt with and accounts passed for payment the meeting was held yesterday afternoon when there were present the members of the committee and a large number of residents who took a keen interest in the proceedings the chairman explained the position of the matter and after some discussion it was resolved that the council be asked to take the necessary steps to have the work carried out at an early date the question of the road was also considered and it was agreed to refer the matter to the engineer for a report the correspondence was then dealt with and accounts passed for payment the meeting was held yesterday afternoon when there were present the members of the committee and a large number of residents who took a keen interest in the proceedings the chairman explained the position of the matter and after some discussion it was resolved that the council be asked to take the necessary steps to have the work carried out at an early date the question of the road was also considered and it was agreed to refer the matter to the engineer for a report the correspondence was then dealt with and accounts passed for payment the meeting was held yesterday afternoon when there were present the members of the committee and a large number of residents who took a keen interest in the proceedings the chairman explained the position of the matter and after some discussion it was resolved that the council be asked to take the necessary steps to have the work carried out at an early date the question of the road was also considered and it was agreed to refer the matter to the engineer for a report the correspondence was then dealt with and accounts passed for payment the meeting was held yesterday afternoon when there were present the members of the committee and a large number of residents who took a keen interest in the proceedings the chairman explained the position of the matter and after some discussion it was resolved that the council be asked to take the necessary steps to have the work carried out at an early date the question of the road was also considered and it was agreed to refer the matter to the engineer for a report the correspondence was then dealt with and accounts passed for payment the meeting was held yesterday afternoon when there were present the members of the committee and a large number of residents who took a keen interest in the proceedings the chairman explained the position of the matter and after some discussion it was resolved that the council be asked to take the necessary steps to have the work carried out at an early date the question of the road was also considered and it was agreed to refer the matter to the engineer for a report the correspondence was then dealt with and accounts passed for payment the meeting was held yesterday afternoon when there were present the members of the committee and a large number of residents who took a keen interest in the proceedings the chairman explained the position of the matter and after some discussion it was resolved that the council be asked to take the necessary steps to have the work carried out at an early date the question of the road was also considered and it was agreed to refer the matter to the engineer for a report the correspondence was then dealt with and accounts passed for payment the meeting was held yesterday afternoon when there were present the members of the committee and a large number of residents who took a keen interest in the proceedings the chairman explained the position of the matter and after some discussion it was resolved that the council be asked to take the necessary steps to have the work carried out at an early date the question of the road was also considered and it was agreed to refer the matter to the engineer for a report the correspondence was then dealt with and accounts passed for payment the meeting was held yesterday afternoon when there were present the members of the committee and a large number of residents who took a keen interest in the proceedings the chairman explained the position of the matter and after some discussion it was resolved that the council be asked to take the necessary steps to have the work carried out at an early date the question of the road was also considered and it was agreed to refer the matter to the engineer for a report the correspondence was then dealt with and accounts passed for payment the meeting was held yesterday afternoon when there were present the members of the committee and a large number of residents who took a keen interest in the proceedings the chairman explained the position of the matter and after some discussion it was resolved that the council be asked to take the necessary steps to have the work carried out at an early date the question of the road was also considered and it was agreed to refer the matter to the engineer for a report the correspondence was then dealt with and accounts passed for payment the meeting was held yesterday afternoon when there were present the members of the committee and a large number of residents who took a keen interest in the proceedings the chairman explained the position of the matter and after some discussion it was resolved that the council be asked to take the necessary steps to have the work carried out at an early date the question of the road was also considered and it was agreed to refer the matter to the engineer for a report the correspondence was then dealt with and accounts passed for payment the meeting was held yesterday afternoon when there were present the members of the committee and a large number of residents who took a keen interest in the proceedings the chairman explained the position of the matter and after some discussion it was resolved that the council be asked to take the necessary steps to have the work carried out at an early date the question of the road was also considered and it was agreed to refer the matter to the engineer for a report the correspondence was then dealt with and accounts passed for payment the meeting was held yesterday afternoon when there were present the members of the committee and a large number of residents who took a keen interest in the proceedings the chairman explained the position of the matter and after some discussion it was resolved that the council be asked to take the necessary steps to have the work carried out at an early date the question of the road was also considered and it was agreed to refer the matter to the engineer for a report the correspondence was then dealt with and accounts passed for payment the meeting was held yesterday afternoon when there were present the members of the committee and a large number of residents who took a keen interest in the proceedings the chairman explained the position of the matter and after some discussion it was resolved that the council be asked to take the necessary steps to have the work carried out at an early date the question of the road was also considered and it was agreed to refer the matter to the engineer for a report the correspondence was then dealt with and accounts passed for payment the meeting was held yesterday afternoon when there were present the members of the committee and a large number of residents who took a keen interest in the proceedings the chairman explained the position of the matter and after some discussion it was resolved that the council be asked to take the necessary steps to have the work carried out at an early date the question of the road was also considered and it was agreed to refer the matter to the engineer for a report the correspondence was then dealt with and accounts passed for payment the meeting was held yesterday afternoon when there were present the members of the committee and a large number of bbox=[128, 1941, 191, 2575]
article-text: the meeting was held yesterday afternoon when there were present the members of the committee and a large number of residents who took a keen interest in the proceedings the chairman explained the position of the matter and after some discussion it was resolved that the council be asked to take the necessary steps to have the work carried out at an early date the question of the road was also considered and it was agreed to refer the matter to the engineer for a report the correspondence was then dealt with and accounts passed for payment bbox=[128, 1902, 191, 1936]
column-editorial bbox=[127, 11, 193, 2575]
handicaps-sub: PRINCIPAL HANDICAPS. bbox=[426, 280, 457, 284]
germany-heading: GERMANY'S OBJECT. bbox=[424, 1040, 460, 1044]
article-text: the meeting was held yesterday afternoon when there were present the members of the committee and a large number of residents who took a keen interest in the proceedings the chairman explained the position of the matter and after some discussion it was resolved that the council be asked to take the necessary steps to have the work carried out at an early date the question of the road was also considered and it was agreed to refer the matter to the engineer for a report the correspondence was then dealt with and accounts passed for payment the meeting was held yesterday afternoon when there were present the members of the committee and a large number of residents who took a keen interest in the proceedings the chairman explained the position of the matter and after some discussion it was resolved that the council be asked to take the necessary steps to have the work carried out at an early date the question of the road was also considered and it was agreed to refer the matter to the engineer for a report the correspondence was then dealt with and accounts passed for payment the meeting was held yesterday afternoon when there were present the members of the committee and a large number of residents who took a keen interest in the proceedings the chairman explained the position of the matter and after some discussion it was resolved that the council be asked to take the necessary steps to have the work carried out at an early date the question of the road was also considered and it was agreed to refer the matter to the engineer for a report the correspondence was then dealt with and accounts passed for payment the meeting was held yesterday afternoon when there were present the members of the committee and a large number of residents who took a keen interest in the proceedings the chairman explained the position of the matter and after some discussion it was resolved that the council be asked to take the necessary steps to have the work carried out at an early date the question of the road was also considered and it was agreed to refer the matter to the engineer for a report the correspondence was then dealt with and accounts passed for payment the meeting was held yesterday afternoon when there were present the members of the committee and a large number of residents who took a keen interest in the proceedings the chairman explained the position of the matter and after some discussion it was resolved that the council be asked to take the necessary steps to have the work carried out at an early date the question of the road was also considered and it was agreed to refer the matter to the engineer for a report the correspondence was then dealt with and accounts passed for payment the meeting was held yesterday afternoon when there were present the members of the committee and a large number of residents who took a keen interest in the proceedings the chairman explained the position of the matter and after some discussion it was resolved that the council be asked to take the necessary steps to have the work carried out at an early date the question of the road was also considered and it was agreed to refer the matter to the engineer for a report the correspondence was then dealt with and accounts passed for payment bbox=[399, 1049, 484, 1194]
article-text: the meeting was held yesterday afternoon when there were present the members of the committee and a large number of residents who took a keen interest in the proceedings the chairman explained the position of the matter and after some discussion it was resolved that the council be asked to take the necessary steps to have the work carried out at an early date the question of the road was also considered and it was agreed to refer the matter to the engineer for a report the correspondence was then dealt with and accounts passed for payment the meeting was held yesterday afternoon when there were present the members of the committee and a large number of residents who took a keen interest in the proceedings the chairman explained the position of the matter and after some discussion it was resolved that the council be asked to take the necessary steps to have the work carried out at an early date the question of the road was also considered and it was agreed to refer the matter to the engineer for a report the correspondence was then dealt with and accounts passed for payment the meeting was held yesterday afternoon when there were present the members of the committee and a large number of residents who took a keen interest in the proceedings the chairman explained the position of the matter and after some discussion it was resolved that the council be asked to take the necessary steps to have the work carried out at an early date the question of the road was also considered and it was agreed to refer the matter to the engineer for a report the correspondence was then dealt with and accounts passed for payment the meeting was held yesterday afternoon when there were present the members of the committee and a large number of residents who took a keen interest in the proceedings the chairman explained the position of the matter and after some discussion it was resolved that the council be asked to take the necessary steps to have the work carried out at an early date the question of the road was also considered and it was agreed to refer the matter to the engineer for a report the correspondence was then dealt with and accounts passed for payment the meeting was held yesterday afternoon when there were present the members of the committee and a large number of residents who took a keen interest in the proceedings the chairman explained the position of the matter and after some discussion it was resolved that the council be asked to take the necessary steps to have the work carried out at an early date the question of the road was also considered and it was agreed to refer the matter to the engineer for a report the correspondence was then dealt with and accounts passed for payment the meeting was held yesterday afternoon when there were present the members of the committee and a large number of residents who took a keen interest in the proceedings the chairman explained the position of the matter and after some discussion it was resolved that the council be asked to take the necessary steps to have the work carried out at an early date the question of the road was also considered and it was agreed to refer the matter to the engineer for a report the correspondence was then dealt with and accounts passed for payment bbox=[262, 1072, 327, 1267]
ad-text: the meeting was held yesterday afternoon when there were present the members of the committee and a large number of residents who took a keen interest in the proceedings the chairman explained the position of the matter and after some discussion it was resolved that the council be asked to take the necessary steps to have the work carried out at an early date the question of the road was also considered and it was agreed to refer the matter to the engineer for a report the correspondence was then dealt with and accounts passed for payment the meeting was held yesterday afternoon when there were present the members of the committee and a large number of residents who took a keen interest in the proceedings the chairman explained the position of the matter and after some discussion it was resolved that the council be asked to take the necessary steps to have the work carried out at an early date the question of the road was also considered and it was agreed to refer the matter to the engineer for a report the correspondence was then dealt with and accounts passed for payment bbox=[65, 563, 125, 635]
ad-ocarroll: DENTISTRY. Mr C. R. O'Carroll, SURGEON DENTIST. bbox=[75, 502, 115, 516]
sewerage-sub: Sewerage. bbox=[288, 1401, 300, 1405]
ad-maisey: J. A. MAISEY, ARCHITECT. bbox=[80, 551, 110, 561]
article-text: the meeting was held yesterday afternoon when there were present the members of the committee and a large number of residents who took a keen interest in the proceedings the chairman explained the position of the matter and after some discussion it was resolved that the council be asked to take the necessary steps to have the work carried out at an early date the question of the road was also considered and it was agreed to refer the matter to the engineer for a report the correspondence was then dealt with and accounts passed for payment the meeting was held yesterday afternoon when there were present the members of the committee and a large number of residents who took a keen interest in the proceedings the chairman explained the position of the matter and after some discussion it was resolved that the council be asked to take the necessary steps to have the work carried out at an early date the question of the road was also considered and it was agreed to refer the matter to the engineer for a report the correspondence was then dealt with and accounts passed for payment the meeting was held yesterday afternoon when there were present the members of the committee and a large number of residents who took a keen interest in the proceedings the chairman explained the position of the matter and after some discussion it was resolved that the council be asked to take the necessary steps to have the work carried out at an early date the question of the road was also considered and it was agreed to refer the matter to the engineer for a report the correspondence was then dealt with and accounts passed for payment bbox=[2, 655, 62, 761]
ad-weston: WESTON & WESTON, BARRISTERS & SOLICITORS. bbox=[71, 148, 119, 158]
ad-text: the meeting was held yesterday afternoon when there were present the members of the committee and a large number of residents who took a keen interest in the proceedings the chairman explained the position of the matter and after some discussion it was resolved that the council be asked to take the necessary steps to have the work carried out at an early date the question of the road was also considered and it was agreed to refer the matter to the engineer for a report the correspondence was then dealt with and accounts passed for payment bbox=[65, 453, 125, 490]
french-heading: FRENCH PROPOSALS. bbox=[424, 935, 460, 939]
ad-atkinson: ALFRED ATKINSON Land, Stock & Financial Agents. bbox=[7, 845, 56, 860]
article-text: the meeting was held yesterday afternoon when there were present the members of the committee and a large number of residents who took a keen interest in the proceedings the chairman explained the position of the matter and after some discussion it was resolved that the council be asked to take the necessary steps to have the work carried out at an early date the question of the road was also considered and it was agreed to refer the matter to the engineer for a report the correspondence was then dealt with and accounts passed for payment the meeting was held yesterday afternoon when there were present the members of the committee and a large number of residents who took a keen interest in the proceedings the chairman explained the position of the matter and after some discussion it was resolved that the council be asked to take the necessary steps to have the work carried out at an early date the question of the road was also considered and it was agreed to refer the matter to the engineer for a report the correspondence was then dealt with and accounts passed for payment the meeting was held yesterday afternoon when there were present the members of the committee and a large number of residents who took a keen interest in the proceedings the chairman explained the position of the matter and after some discussion it was resolved that the council be asked to take the necessary steps to have the work carried out at an early date the question of the road was also considered and it was agreed to refer the matter to the engineer for a report the correspondence was then dealt with and accounts passed for payment the meeting was held yesterday afternoon when there were present the members of the committee and a large number of residents who took a keen interest in the proceedings the chairman explained the position of the matter and after some discussion it was resolved that the council be asked to take the necessary steps to have the work carried out at an early date the question of the road was also considered and it was agreed to refer the matter to the engineer for a report the correspondence was then dealt with and accounts passed for payment the meeting was held yesterday afternoon when there were present the members of the committee and a large number of residents who took a keen interest in the proceedings the chairman explained the position of the matter and after some discussion it was resolved that the council be asked to take the necessary steps to have the work carried out at an early date the question of the road was also considered and it was agreed to refer the matter to the engineer for a report the correspondence was then dealt with and accounts passed for payment the meeting was held yesterday afternoon when there were present the members of the committee and a large number of residents who took a keen interest in the proceedings the chairman explained the position of the matter and after some discussion it was resolved that the council be asked to take the necessary steps to have the work carried out at an early date the question of the road was also considered and it was agreed to refer the matter to the engineer for a report the correspondence was then dealt with and accounts passed for payment the meeting was held yesterday afternoon when there were present the members of the committee and a large number of residents who took a keen interest in the proceedings the chairman explained the position of the matter and after some discussion it was resolved that the council be asked to take the necessary steps to have the work carried out at an early date the question of the road was also considered and it was agreed to refer the matter to the engineer for a report the correspondence was then dealt with and accounts passed for payment the meeting was held yesterday afternoon when there were present the members of the committee and a large number of residents who took a keen interest in the proceedings the chairman explained the position of the matter and after some discussion it was resolved that the council be asked to take the necessary steps to have the work carried out at an early date the question of the road was also considered and it was agreed to refer the matter to the engineer for a report the correspondence was then dealt with and accounts passed for payment the meeting was held yesterday afternoon when there were present the members of the committee and a large number of residents who took a keen interest in the proceedings the chairman explained the position of the matter and after some discussion it was resolved that the council be asked to take the necessary steps to have the work carried out at an early date the question of the road was also considered and it was agreed to refer the matter to the engineer for a report the correspondence was then dealt with and accounts passed for payment the meeting was held yesterday afternoon when there were present the members of the committee and a large number of residents who took a keen interest in the proceedings the chairman explained the position of the matter and after some discussion it was resolved that the council be asked to take the necessary steps to have the work carried out at an early date the question of the road was also considered and it was agreed to refer the matter to the engineer for a report the correspondence was then dealt with and accounts passed for payment the meeting was held yesterday afternoon when there were present the members of the committee and a large number of residents who took a keen interest in the proceedings the chairman explained the position of the matter and after some discussion it was resolved that the council be asked to take the necessary steps to have the work carried out at an early date the question of the road was also considered and it was agreed to refer the matter to the engineer for a report the correspondence was then dealt with and accounts passed for payment the meeting was held yesterday afternoon when there were present the members of the committee and a large number of residents who took a keen interest in the proceedings the chairman explained the position of the matter and after some discussion it was resolved that the council be asked to take the necessary steps to have the work carried out at an early date the question of the road was also considered and it was agreed to refer the matter to the engineer for a report the correspondence was then dealt with and accounts passed for payment the meeting was held yesterday afternoon when there were present the members of the committee and a large number of residents who took a keen interest in the proceedings the chairman explained the position of the matter and after some discussion it was resolved that the council be asked to take the necessary steps to have the work carried out at an early date the question of the road was also considered and it was agreed to refer the matter to the engineer for a report the correspondence was then dealt with and accounts passed for payment the meeting was held yesterday afternoon when there were present the members of the committee and a large number of residents who took a keen interest in the proceedings the chairman explained the position of the matter and after some discussion it was resolved that the council be asked to take the necessary steps to have the work carried out at an early date the question of the road was also considered and it was agreed to refer the matter to the engineer for a report the correspondence was then dealt with and accounts passed for payment bbox=[128, 21, 191, 483]
ad-thistle: THISTLE HOTEL, QUEEN STREET, AUCKLAND. bbox=[8, 1266, 56, 1276]
ad-red-house-hotel: RED HOUSE HOTEL DEVON STREET EAST. E WHITTLE, Proprietor. bbox=[6, 1024, 57, 1040]
article-text: the meeting was held yesterday afternoon when there were present the members of the committee and a large number of residents who took a keen interest in the proceedings the chairman explained the position of the matter and after some discussion it was resolved that the council be asked to take the necessary steps to have the work carried out at an early date the question of the road was also considered and it was agreed to refer the matter to the engineer for a report the correspondence was then dealt with and accounts passed for payment the meeting was held yesterday afternoon when there were present the members of the committee and a large number of residents who took a keen interest in the proceedings the chairman explained the position of the matter and after some discussion it was resolved that the council be asked to take the necessary steps to have the work carried out at an early date the question of the road was also considered and it was agreed to refer the matter to the engineer for a report the correspondence was then dealt with and accounts passed for payment the meeting was held yesterday afternoon when there were present the members of the committee and a large number of residents who took a keen interest in the proceedings the chairman explained the position of the matter and after some discussion it was resolved that the council be asked to take the necessary steps to have the work carried out at an early date the question of the road was also considered and it was agreed to refer the matter to the engineer for a report the correspondence was then dealt with and accounts passed for payment the meeting was held yesterday afternoon when there were present the members of the committee and a large number of residents who took a keen interest in the proceedings the chairman explained the position of the matter and after some discussion it was resolved that the council be asked to take the necessary steps to have the work carried out at an early date the question of the road was also considered and it was agreed to refer the matter to the engineer for a report the correspondence was then dealt with and accounts passed for payment the meeting was held yesterday afternoon when there were present the members of the committee and a large number of residents who took a keen interest in the proceedings the chairman explained the position of the matter and after some discussion it was resolved that the council be asked to take the necessary steps to have the work carried out at an early date the question of the road was also considered and it was agreed to refer the matter to the engineer for a report the correspondence was then dealt with and accounts passed for payment the meeting was held yesterday afternoon when there were present the members of the committee and a large number of residents who took a keen interest in the proceedings the chairman explained the position of the matter and after some discussion it was resolved that the council be asked to take the necessary steps to have the work carried out at an early date the question of the road was also considered and it was agreed to refer the matter to the engineer for a report the correspondence was then dealt with and accounts passed for payment the meeting was held yesterday afternoon when there were present the members of the committee and a large number of residents who took a keen interest in the proceedings the chairman explained the position of the matter and after some discussion it was resolved that the council be asked to take the necessary steps to have the work carried out at an early date the question of the road was also considered and it was agreed to refer the matter to the engineer for a report the correspondence was then dealt with and accounts passed for payment the meeting was held yesterday afternoon when there were present the members of the committee and a large number of residents who took a keen interest in the proceedings the chairman explained the position of the matter and after some discussion it was resolved that the council be asked to take the necessary steps to have the work carried out at an early date the question of the road was also considered and it was agreed to refer the matter to the engineer for a report the correspondence was then dealt with and accounts passed for payment the meeting was held yesterday afternoon when there were present the members of the committee and a large number of residents who took a keen interest in the proceedings the chairman explained the position of the matter and after some discussion it was resolved that the council be asked to take the necessary steps to have the work carried out at an early date the question of the road was also considered and it was agreed to refer the matter to the engineer for a report the correspondence was then dealt with and accounts passed for payment the meeting was held yesterday afternoon when there were present the members of the committee and a large number of residents who took a keen interest in the proceedings the chairman explained the position of the matter and after some discussion it was resolved that the council be asked to take the necessary steps to have the work carried out at an early date the question of the road was also considered and it was agreed to refer the matter to the engineer for a report the correspondence was then dealt with and accounts passed for payment the meeting was held yesterday afternoon when there were present the members of the committee and a large number of residents who took a keen interest in the proceedings the chairman explained the position of the matter and after some discussion it was resolved that the council be asked to take the necessary steps to have the work carried out at an early date the question of the road was also considered and it was agreed to refer the matter to the engineer for a report the correspondence was then dealt with and accounts passed for payment the meeting was held yesterday afternoon when there were present the members of the committee and a large number of residents who took a keen interest in the proceedings the chairman explained the position of the matter and after some discussion it was resolved that the council be asked to take the necessary steps to have the work carried out at an early date the question of the road was also considered and it was agreed to refer the matter to the engineer for a report the correspondence was then dealt with and accounts passed for payment the meeting was held yesterday afternoon when there were present the members of the committee and a large number of residents who took a keen interest in the proceedings the chairman explained the position of the matter and after some discussion it was resolved that the council be asked to take the necessary steps to have the work carried out at an early date the question of the road was also considered and it was agreed to refer the matter to the engineer for a report the correspondence was then dealt with and accounts passed for payment the meeting was held yesterday afternoon when there were present the members of the committee and a large number of residents who took a keen interest in the proceedings the chairman explained the position of the matter and after some discussion it was resolved that the council be asked to take the necessary steps to have the work carried out at an early date the question of the road was also considered and it was agreed to refer the matter to the engineer for a report the correspondence was then dealt with and accounts passed for payment the meeting was held yesterday afternoon when there were present the members of the committee and a large number of residents who took a keen interest in the proceedings the chairman explained the position of the matter and after some discussion it was resolved that the council be asked to take the necessary steps to have the work carried out at an early date the question of the road was also considered and it was agreed to refer the matter to the engineer for a report the correspondence was then dealt with and accounts passed for payment the meeting was held yesterday afternoon when there were present the members of the committee and a large number of residents who took a keen interest in the proceedings the chairman explained the position of the matter and after some discussion it was resolved that the council be asked to take the necessary steps to have the work carried out at an early date the question of the road was also considered and it was agreed to refer the matter to the engineer for a report the correspondence was then dealt with and accounts passed for payment the meeting was held yesterday afternoon when there were present the members of the committee and a large number of residents who took a keen interest in the proceedings the chairman explained the position of the matter and after some discussion it was resolved that the council be asked to take the necessary steps to have the work carried out at an early date the question of the road was also considered and it was agreed to refer the matter to the engineer for a report the correspondence was then dealt with and accounts passed for payment the meeting was held yesterday afternoon when there were present the members of the committee and a large number of residents who took a keen interest in the proceedings the chairman explained the position of the matter and after some discussion it was resolved that the council be asked to take the necessary steps to have the work carried out at an early date the question of the road was also considered and it was agreed to refer the matter to the engineer for a report the correspondence was then dealt with and accounts passed for payment the meeting was held yesterday afternoon when there were present the members of the committee and a large number of residents who took a keen interest in the proceedings the chairman explained the position of the matter and after some discussion it was resolved that the council be asked to take the necessary steps to have the work carried out at an early date the question of the road was also considered and it was agreed to refer the matter to the engineer for a report the correspondence was then dealt with and accounts passed for payment the meeting was held yesterday afternoon when there were present the members of the committee and a large number of residents who took a keen interest in the proceedings the chairman explained the position of the matter and after some discussion it was resolved that the council be asked to take the necessary steps to have the work carried out at an early date the question of the road was also considered and it was agreed to refer the matter to the engineer for a report the correspondence was then dealt with and accounts passed for payment the meeting was held yesterday afternoon when there were present the members of the committee and a large number of residents who took a keen interest in the proceedings the chairman explained the position of the matter and after some discussion it was resolved that the council be asked to take the necessary steps to have the work carried out at an early date the question of the road was also considered and it was agreed to refer the matter to the engineer for a report the correspondence was then dealt with and accounts passed for payment the meeting was held yesterday afternoon when there were present the members of the committee and a large number of residents who took a keen interest in the proceedings the chairman explained the position of the matter and after some discussion it was resolved that the council be asked to take the necessary steps to have the work carried out at an early date the question of the road was also considered and it was agreed to refer the matter to the engineer for a report the correspondence was then dealt with and accounts passed for payment the meeting was held yesterday afternoon when there were present the members of the committee and a large number of residents who took a keen interest in the proceedings the chairman explained the position of the matter and after some discussion it was resolved that the council be asked to take the necessary steps to have the work carried out at an early date the question of the road was also considered and it was agreed to refer the matter to the engineer for a report the correspondence was then dealt with and accounts passed for payment the meeting was held yesterday afternoon when there were present the members of the committee and a large number of residents who took a keen interest in the proceedings the chairman explained the position of the matter and after some discussion it was resolved that the council be asked to take the necessary steps to have the work carried out at an early date the question of the road was also considered and it was agreed to refer the matter to the engineer for a report the correspondence was then dealt with and accounts passed for payment the meeting was held yesterday afternoon when there were present the members of the committee and a large number of residents who took a keen interest in the proceedings the chairman explained the position of the matter and after some discussion it was resolved that the council be asked to take the necessary steps to have the work carried out at an early date the question of the road was also considered and it was agreed to refer the matter to the engineer for a report the correspondence was then dealt with and accounts passed for payment the meeting was held yesterday afternoon when there were present the members of the committee and a large number of residents who took a keen interest in the proceedings the chairman explained the position of the matter and after some discussion it was resolved that the council be asked to take the necessary steps to have the work carried out at an early date the question of the road was also considered and it was agreed to refer the matter to the engineer for a report the correspondence was then dealt with and accounts passed for payment the meeting was held yesterday afternoon when there were present the members of the committee and a large number of residents who took a keen interest in the proceedings the chairman explained the position of the matter and after some discussion it was resolved that the council be asked to take the necessary steps to have the work carried out at an early date the question of the road was also considered and it was agreed to refer the matter to the engineer for a report the correspondence was then dealt with and accounts passed for payment the meeting was held yesterday afternoon when there were present the members of the committee and a large number of residents who took a keen interest in the proceedings the chairman explained the position of the matter and after some discussion it was resolved that the council be asked to take the necessary steps to have the work carried out at an early date the question of the road was also considered and it was agreed to refer the matter to the engineer for a report the correspondence was then dealt with and accounts passed for payment the meeting was held yesterday afternoon when there were present the members of the committee and a large number of residents who took a keen interest in the proceedings the chairman explained the position of the matter and after some discussion it was resolved that the council be asked to take the necessary steps to have the work carried out at an early date the question of the road was also considered and it was agreed to refer the matter to the engineer for a report the correspondence was then dealt with and accounts passed for payment the meeting was held yesterday afternoon when there were present the members of the committee and a large number of residents who took a keen interest in the proceedings the chairman explained the position of the matter and after some discussion it was resolved that the council be asked to take the necessary steps to have the work carried out at an early date the question of the road was also considered and it was agreed to refer the matter to the engineer for a report the correspondence was then dealt with and accounts passed for payment the meeting was held yesterday afternoon when there were present the members of the committee and a large number of residents who took a keen interest in the proceedings the chairman explained the position of the matter and after some discussion it was resolved that the council be asked to take the necessary steps to have the work carried out at an early date the question of the road was also considered and it was agreed to refer the matter to the engineer for a report the correspondence was then dealt with and accounts passed for payment the meeting was held yesterday afternoon when there were present the members of the committee and a large number of residents who took a keen interest in the proceedings the chairman explained the position of the matter and after some discussion it was resolved that the council be asked to take the necessary steps to have the work carried out at an early date the question of the road was also considered and it was agreed to refer the matter to the engineer for a report the correspondence was then dealt with and accounts passed for payment the meeting was held yesterday afternoon when there were present the members of the committee and a large number of residents who took a keen interest in the proceedings the chairman explained the position of the matter and after some discussion it was resolved that the council be asked to take the necessary steps to have the work carried out at an early date the question of the road was also considered and it was agreed to refer the matter to the engineer for a report the correspondence was then dealt with and accounts passed for payment the meeting was held yesterday afternoon when there were present the members of the committee and a large number of residents who took a keen interest in the proceedings the chairman explained the position of the matter and after some discussion it was resolved that the council be asked to take the necessary steps to have the work carried out at an early date the question of the road was also considered and it was agreed to refer the matter to the engineer for a report the correspondence was then dealt with and accounts passed for payment the meeting was held yesterday afternoon when there were present the members of the committee and a large number of residents who took a keen interest in the proceedings the chairman explained the position of the matter and after some discussion it was resolved that the council be asked to take the necessary steps to have the work carried out at an early date the question of the road was also considered and it was agreed to refer the matter to the engineer for a report the correspondence was then dealt with and accounts passed for payment the meeting was held yesterday afternoon when there were present the members of the committee and a large number of residents who took a keen interest in the proceedings the chairman explained the position of the matter and after some discussion it was resolved that the council be asked to take the necessary steps to have the work carried out at an early date the question of the road was also considered and it was agreed to refer the matter to the engineer for a report the correspondence was then dealt with and accounts passed for payment the meeting was held yesterday afternoon when there were present the members of the committee and a large number of residents who took a keen interest in the proceedings the chairman explained the position of the matter and after some discussion it was resolved that the council be asked to take the necessary steps to have the work carried out at an early date the question of the road was also considered and it was agreed to refer the matter to the engineer for a report the correspondence was then dealt with and accounts passed for payment the meeting was held yesterday afternoon when there were present the members of the committee and a large number of residents who took a keen interest in the proceedings the chairman explained the position of the matter and after some discussion it was resolved that the council be asked to take the necessary steps to have the work carried out at an early date the question of the road was also considered and it was agreed to refer the matter to the engineer for a report the correspondence was then dealt with and accounts passed for payment the meeting was held yesterday afternoon when there were present the members of the committee and a large number of residents who took a keen interest in the proceedings the chairman explained the position of the matter and after some discussion it was resolved that the council be asked to take the necessary steps to have the work carried out at an early date the question of the road was also considered and it was agreed to refer the matter to the engineer for a report the correspondence was then dealt with and accounts passed for payment the meeting was held yesterday afternoon when there were present the members of the committee and a large number of residents who took a keen interest in the proceedings the chairman explained the position of the matter and after some discussion it was resolved that the council be asked to take the necessary steps to have the work carried out at an early date the question of the road was also considered and it was agreed to refer the matter to the engineer for a report the correspondence was then dealt with and accounts passed for payment bbox=[487, 239, 572, 1197]
article-text: the meeting was held yesterday afternoon when there were present the members of the committee and a large number of residents who took a keen interest in the proceedings the chairman explained the position of the matter and after some discussion it was resolved that the council be asked to take the necessary steps to have the work carried out at an early date the question of the road was also considered and it was agreed to refer the matter to the engineer for a report the correspondence was then dealt with and accounts passed for payment the meeting was held yesterday afternoon when there were present the members of the committee and a large number of residents who took a keen interest in the proceedings the chairman explained the position of the matter and after some discussion it was resolved that the council be asked to take the necessary steps to have the work carried out at an early date the question of the road was also considered and it was agreed to refer the matter to the engineer for a report the correspondence was then dealt with and accounts passed for payment the meeting was held yesterday afternoon when there were present the members of the committee and a large number of residents who took a keen interest in the proceedings the chairman explained the position of the matter and after some discussion it was resolved that the council be asked to take the necessary steps to have the work carried out at an early date the question of the road was also considered and it was agreed to refer the matter to the engineer for a report the correspondence was then dealt with and accounts passed for payment the meeting was held yesterday afternoon when there were present the members of the committee and a large number of residents who took a keen interest in the proceedings the chairman explained the position of the matter and after some discussion it was resolved that the council be asked to take the necessary steps to have the work carried out at an early date the question of the road was also considered and it was agreed to refer the matter to the engineer for a report the correspondence was then dealt with and accounts passed for payment the meeting was held yesterday afternoon when there were present the members of the committee and a large number of residents who took a keen interest in the proceedings the chairman explained the position of the matter and after some discussion it was resolved that the council be asked to take the necessary steps to have the work carried out at an early date the question of the road was also considered and it was agreed to refer the matter to the engineer for a report the correspondence was then dealt with and accounts passed for payment the meeting was held yesterday afternoon when there were present the members of the committee and a large number of residents who took a keen interest in the proceedings the chairman explained the position of the matter and after some discussion it was resolved that the council be asked to take the necessary steps to have the work carried out at an early date the question of the road was also considered and it was agreed to refer the matter to the engineer for a report the correspondence was then dealt with and accounts passed for payment the meeting was held yesterday afternoon when there were present the members of the committee and a large number of residents who took a keen interest in the proceedings the chairman explained the position of the matter and after some discussion it was resolved that the council be asked to take the necessary steps to have the work carried out at an early date the question of the road was also considered and it was agreed to refer the matter to the engineer for a report the correspondence was then dealt with and accounts passed for payment the meeting was held yesterday afternoon when there were present the members of the committee and a large number of residents who took a keen interest in the proceedings the chairman explained the position of the matter and after some discussion it was resolved that the council be asked to take the necessary steps to have the work carried out at an early date the question of the road was also considered and it was agreed to refer the matter to the engineer for a report the correspondence was then dealt with and accounts passed for payment bbox=[262, 351, 327, 609]
accident-heading: Accident at the Reservoir. bbox=[331, 13, 395, 20]
ad-bayley: DENTAL NOTICE. Eric Spencer Bayley, SURGEON DENTIST. bbox=[74, 355, 116, 369]
paper-nameplate: The Daily News FRIDAY, MARCH 24, 1905. bbox=[132, 541, 187, 568]
ad-text: the meeting was held yesterday afternoon when there were present the members of the committee and a large number of residents who took a keen interest in the proceedings the chairman explained the position of the matter and after some discussion it was resolved that the council be asked to take the necessary steps to have the work carried out at an early date the question of the road was also considered and it was agreed to refer the matter to the engineer for a report the correspondence was then dealt with and accounts passed for payment the meeting was held yesterday afternoon when there were present the members of the committee and a large number of residents who took a keen interest in the proceedings the chairman explained the position of the matter and after some discussion it was resolved that the council be asked to take the necessary steps to have the work carried out at an early date the question of the road was also considered and it was agreed to refer the matter to the engineer for a report the correspondence was then dealt with and accounts passed for payment bbox=[2, 1278, 62, 1348]
article-text: the meeting was held yesterday afternoon when there were present the members of the committee and a large number of residents who took a keen interest in the proceedings the chairman explained the position of the matter and after some discussion it was resolved that the council be asked to take the necessary steps to have the work carried out at an early date the question of the road was also considered and it was agreed to refer the matter to the engineer for a report the correspondence was then dealt with and accounts passed for payment the meeting was held yesterday afternoon when there were present the members of the committee and a large number of residents who took a keen interest in the proceedings the chairman explained the position of the matter and after some discussion it was resolved that the council be asked to take the necessary steps to have the work carried out at an early date the question of the road was also considered and it was agreed to refer the matter to the engineer for a report the correspondence was then dealt with and accounts passed for payment the meeting was held yesterday afternoon when there were present the members of the committee and a large number of residents who took a keen interest in the proceedings the chairman explained the position of the matter and after some discussion it was resolved that the council be asked to take the necessary steps to have the work carried out at an early date the question of the road was also considered and it was agreed to refer the matter to the engineer for a report the correspondence was then dealt with and accounts passed for payment the meeting was held yesterday afternoon when there were present the members of the committee and a large number of residents who took a keen interest in the proceedings the chairman explained the position of the matter and after some discussion it was resolved that the council be asked to take the necessary steps to have the work carried out at an early date the question of the road was also considered and it was agreed to refer the matter to the engineer for a report the correspondence was then dealt with and accounts passed for payment the meeting was held yesterday afternoon when there were present the members of the committee and a large number of residents who took a keen interest in the proceedings the chairman explained the position of the matter and after some discussion it was resolved that the council be asked to take the necessary steps to have the work carried out at an early date the question of the road was also considered and it was agreed to refer the matter to the engineer for a report the correspondence was then dealt with and accounts passed for payment the meeting was held yesterday afternoon when there were present the members of the committee and a large number of residents who took a keen interest in the proceedings the chairman explained the position of the matter and after some discussion it was resolved that the council be asked to take the necessary steps to have the work carried out at an early date the question of the road was also considered and it was agreed to refer the matter to the engineer for a report the correspondence was then dealt with and accounts passed for payment the meeting was held yesterday afternoon when there were present the members of the committee and a large number of residents who took a keen interest in the proceedings the chairman explained the position of the matter and after some discussion it was resolved that the council be asked to take the necessary steps to have the work carried out at an early date the question of the road was also considered and it was agreed to refer the matter to the engineer for a report the correspondence was then dealt with and accounts passed for payment the meeting was held yesterday afternoon when there were present the members of the committee and a large number of residents who took a keen interest in the proceedings the chairman explained the position of the matter and after some discussion it was resolved that the council be asked to take the necessary steps to have the work carried out at an early date the question of the road was also considered and it was agreed to refer the matter to the engineer for a report the correspondence was then dealt with and accounts passed for payment the meeting was held yesterday afternoon when there were present the members of the committee and a large number of residents who took a keen interest in the proceedings the chairman explained the position of the matter and after some discussion it was resolved that the council be asked to take the necessary steps to have the work carried out at an early date the question of the road was also considered and it was agreed to refer the matter to the engineer for a report the correspondence was then dealt with and accounts passed for payment the meeting was held yesterday afternoon when there were present the members of the committee and a large number of residents who took a keen interest in the proceedings the chairman explained the position of the matter and after some discussion it was resolved that the council be asked to take the necessary steps to have the work carried out at an early date the question of the road was also considered and it was agreed to refer the matter to the engineer for a report the correspondence was then dealt with and accounts passed for payment bbox=[399, 30, 484, 275]
ad-trocadero: THE NEW "TROCADERO" PRIVATE HOTEL. bbox=[65, 442, 125, 452]
new-ads-heading: NEW ADVERTISEMENTS. bbox=[206, 1867, 247, 1871]
ad-sanderson: James Sanderson, ARCHITECT. bbox=[77, 201, 113, 211]
personal-heading: PERSONAL NOTES. bbox=[206, 2006, 247, 2011]
drainage-sub: Drainage Matters. bbox=[283, 609, 305, 613]
footpaths-sub: Footpaths. bbox=[288, 347, 300, 351]
truth-heading: Sydney "Truth." bbox=[509, 13, 551, 20]
column-news bbox=[193, 11, 260, 2576]
article-text: the meeting was held yesterday afternoon when there were present the members of the committee and a large number of residents who took a keen interest in the proceedings the chairman explained the position of the matter and after some discussion it was resolved that the council be asked to take the necessary steps to have the work carried out at an early date the question of the road was also considered and it was agreed to refer the matter to the engineer for a report the correspondence was then dealt with and accounts passed for payment the meeting was held yesterday afternoon when there were present the members of the committee and a large number of residents who took a keen interest in the proceedings the chairman explained the position of the matter and after some discussion it was resolved that the council be asked to take the necessary steps to have the work carried out at an early date the question of the road was also considered and it was agreed to refer the matter to the engineer for a report the correspondence was then dealt with and accounts passed for payment the meeting was held yesterday afternoon when there were present the members of the committee and a large number of residents who took a keen interest in the proceedings the chairman explained the position of the matter and after some discussion it was resolved that the council be asked to take the necessary steps to have the work carried out at an early date the question of the road was also considered and it was agreed to refer the matter to the engineer for a report the correspondence was then dealt with and accounts passed for payment the meeting was held yesterday afternoon when there were present the members of the committee and a large number of residents who took a keen interest in the proceedings the chairman explained the position of the matter and after some discussion it was resolved that the council be asked to take the necessary steps to have the work carried out at an early date the question of the road was also considered and it was agreed to refer the matter to the engineer for a report the correspondence was then dealt with and accounts passed for payment bbox=[2, 142, 62, 281]
telegraphic-heading: TELEGRAPHIC SHIPPING. bbox=[10, 394, 53, 398]
abattoir-sub: Abattoir Charges. bbox=[284, 935, 305, 938]
ad-text: the meeting was held yesterday afternoon when there were present the members of the committee and a large number of residents who took a keen interest in the proceedings the chairman explained the position of the matter and after some discussion it was resolved that the council be asked to take the necessary steps to have the work carried out at an early date the question of the road was also considered and it was agreed to refer the matter to the engineer for a report the correspondence was then dealt with and accounts passed for payment bbox=[128, 503, 191, 537]
ad-text: the meeting was held yesterday afternoon when there were present the members of the committee and a large number of residents who took a keen interest in the proceedings the chairman explained the position of the matter and after some discussion it was resolved that the council be asked to take the necessary steps to have the work carried out at an early date the question of the road was also considered and it was agreed to refer the matter to the engineer for a report the correspondence was then dealt with and accounts passed for payment bbox=[2, 1041, 62, 1078]
article-text: the meeting was held yesterday afternoon when there were present the members of the committee and a large number of residents who took a keen interest in the proceedings the chairman explained the position of the matter and after some discussion it was resolved that the council be asked to take the necessary steps to have the work carried out at an early date the question of the road was also considered and it was agreed to refer the matter to the engineer for a report the correspondence was then dealt with and accounts passed for payment the meeting was held yesterday afternoon when there were present the members of the committee and a large number of residents who took a keen interest in the proceedings the chairman explained the position of the matter and after some discussion it was resolved that the council be asked to take the necessary steps to have the work carried out at an early date the question of the road was also considered and it was agreed to refer the matter to the engineer for a report the correspondence was then dealt with and accounts passed for payment the meeting was held yesterday afternoon when there were present the members of the committee and a large number of residents who took a keen interest in the proceedings the chairman explained the position of the matter and after some discussion it was resolved that the council be asked to take the necessary steps to have the work carried out at an early date the question of the road was also considered and it was agreed to refer the matter to the engineer for a report the correspondence was then dealt with and accounts passed for payment the meeting was held yesterday afternoon when there were present the members of the committee and a large number of residents who took a keen interest in the proceedings the chairman explained the position of the matter and after some discussion it was resolved that the council be asked to take the necessary steps to have the work carried out at an early date the question of the road was also considered and it was agreed to refer the matter to the engineer for a report the correspondence was then dealt with and accounts passed for payment the meeting was held yesterday afternoon when there were present the members of the committee and a large number of residents who took a keen interest in the proceedings the chairman explained the position of the matter and after some discussion it was resolved that the council be asked to take the necessary steps to have the work carried out at an early date the question of the road was also considered and it was agreed to refer the matter to the engineer for a report the correspondence was then dealt with and accounts passed for payment the meeting was held yesterday afternoon when there were present the members of the committee and a large number of residents who took a keen interest in the proceedings the chairman explained the position of the matter and after some discussion it was resolved that the council be asked to take the necessary steps to have the work carried out at an early date the question of the road was also considered and it was agreed to refer the matter to the engineer for a report the correspondence was then dealt with and accounts passed for payment the meeting was held yesterday afternoon when there were present the members of the committee and a large number of residents who took a keen interest in the proceedings the chairman explained the position of the matter and after some discussion it was resolved that the council be asked to take the necessary steps to have the work carried out at an early date the question of the road was also considered and it was agreed to refer the matter to the engineer for a report the correspondence was then dealt with and accounts passed for payment the meeting was held yesterday afternoon when there were present the members of the committee and a large number of residents who took a keen interest in the proceedings the chairman explained the position of the matter and after some discussion it was resolved that the council be asked to take the necessary steps to have the work carried out at an early date the question of the road was also considered and it was agreed to refer the matter to the engineer for a report the correspondence was then dealt with and accounts passed for payment the meeting was held yesterday afternoon when there were present the members of the committee and a large number of residents who took a keen interest in the proceedings the chairman explained the position of the matter and after some discussion it was resolved that the council be asked to take the necessary steps to have the work carried out at an early date the question of the road was also considered and it was agreed to refer the matter to the engineer for a report the correspondence was then dealt with and accounts passed for payment the meeting was held yesterday afternoon when there were present the members of the committee and a large number of residents who took a keen interest in the proceedings the chairman explained the position of the matter and after some discussion it was resolved that the council be asked to take the necessary steps to have the work carried out at an early date the question of the road was also considered and it was agreed to refer the matter to the engineer for a report the correspondence was then dealt with and accounts passed for payment bbox=[399, 1313, 484, 1557]
hospital-heading: HOSPITAL DISTRICTS. bbox=[141, 571, 178, 575]
article-text: the meeting was held yesterday afternoon when there were present the members of the committee and a large number of residents who took a keen interest in the proceedings the chairman explained the position of the matter and after some discussion it was resolved that the council be asked to take the necessary steps to have the work carried out at an early date the question of the road was also considered and it was agreed to refer the matter to the engineer for a report the correspondence was then dealt with and accounts passed for payment the meeting was held yesterday afternoon when there were present the members of the committee and a large number of residents who took a keen interest in the proceedings the chairman explained the position of the matter and after some discussion it was resolved that the council be asked to take the necessary steps to have the work carried out at an early date the question of the road was also considered and it was agreed to refer the matter to the engineer for a report the correspondence was then dealt with and accounts passed for payment the meeting was held yesterday afternoon when there were present the members of the committee and a large number of residents who took a keen interest in the proceedings the chairman explained the position of the matter and after some discussion it was resolved that the council be asked to take the necessary steps to have the work carried out at an early date the question of the road was also considered and it was agreed to refer the matter to the engineer for a report the correspondence was then dealt with and accounts passed for payment the meeting was held yesterday afternoon when there were present the members of the committee and a large number of residents who took a keen interest in the proceedings the chairman explained the position of the matter and after some discussion it was resolved that the council be asked to take the necessary steps to have the work carried out at an early date the question of the road was also considered and it was agreed to refer the matter to the engineer for a report the correspondence was then dealt with and accounts passed for payment the meeting was held yesterday afternoon when there were present the members of the committee and a large number of residents who took a keen interest in the proceedings the chairman explained the position of the matter and after some discussion it was resolved that the council be asked to take the necessary steps to have the work carried out at an early date the question of the road was also considered and it was agreed to refer the matter to the engineer for a report the correspondence was then dealt with and accounts passed for payment the meeting was held yesterday afternoon when there were present the members of the committee and a large number of residents who took a keen interest in the proceedings the chairman explained the position of the matter and after some discussion it was resolved that the council be asked to take the necessary steps to have the work carried out at an early date the question of the road was also considered and it was agreed to refer the matter to the engineer for a report the correspondence was then dealt with and accounts passed for payment the meeting was held yesterday afternoon when there were present the members of the committee and a large number of residents who took a keen interest in the proceedings the chairman explained the position of the matter and after some discussion it was resolved that the council be asked to take the necessary steps to have the work carried out at an early date the question of the road was also considered and it was agreed to refer the matter to the engineer for a report the correspondence was then dealt with and accounts passed for payment the meeting was held yesterday afternoon when there were present the members of the committee and a large number of residents who took a keen interest in the proceedings the chairman explained the position of the matter and after some discussion it was resolved that the council be asked to take the necessary steps to have the work carried out at an early date the question of the road was also considered and it was agreed to refer the matter to the engineer for a report the correspondence was then dealt with and accounts passed for payment the meeting was held yesterday afternoon when there were present the members of the committee and a large number of residents who took a keen interest in the proceedings the chairman explained the position of the matter and after some discussion it was resolved that the council be asked to take the necessary steps to have the work carried out at an early date the question of the road was also considered and it was agreed to refer the matter to the engineer for a report the correspondence was then dealt with and accounts passed for payment the meeting was held yesterday afternoon when there were present the members of the committee and a large number of residents who took a keen interest in the proceedings the chairman explained the position of the matter and after some discussion it was resolved that the council be asked to take the necessary steps to have the work carried out at an early date the question of the road was also considered and it was agreed to refer the matter to the engineer for a report the correspondence was then dealt with and accounts passed for payment the meeting was held yesterday afternoon when there were present the members of the committee and a large number of residents who took a keen interest in the proceedings the chairman explained the position of the matter and after some discussion it was resolved that the council be asked to take the necessary steps to have the work carried out at an early date the question of the road was also considered and it was agreed to refer the matter to the engineer for a report the correspondence was then dealt with and accounts passed for payment the meeting was held yesterday afternoon when there were present the members of the committee and a large number of residents who took a keen interest in the proceedings the chairman explained the position of the matter and after some discussion it was resolved that the council be asked to take the necessary steps to have the work carried out at an early date the question of the road was also considered and it was agreed to refer the matter to the engineer for a report the correspondence was then dealt with and accounts passed for payment the meeting was held yesterday afternoon when there were present the members of the committee and a large number of residents who took a keen interest in the proceedings the chairman explained the position of the matter and after some discussion it was resolved that the council be asked to take the necessary steps to have the work carried out at an early date the question of the road was also considered and it was agreed to refer the matter to the engineer for a report the correspondence was then dealt with and accounts passed for payment the meeting was held yesterday afternoon when there were present the members of the committee and a large number of residents who took a keen interest in the proceedings the chairman explained the position of the matter and after some discussion it was resolved that the council be asked to take the necessary steps to have the work carried out at an early date the question of the road was also considered and it was agreed to refer the matter to the engineer for a report the correspondence was then dealt with and accounts passed for payment the meeting was held yesterday afternoon when there were present the members of the committee and a large number of residents who took a keen interest in the proceedings the chairman explained the position of the matter and after some discussion it was resolved that the council be asked to take the necessary steps to have the work carried out at an early date the question of the road was also considered and it was agreed to refer the matter to the engineer for a report the correspondence was then dealt with and accounts passed for payment the meeting was held yesterday afternoon when there were present the members of the committee and a large number of residents who took a keen interest in the proceedings the chairman explained the position of the matter and after some discussion it was resolved that the council be asked to take the necessary steps to have the work carried out at an early date the question of the road was also considered and it was agreed to refer the matter to the engineer for a report the correspondence was then dealt with and accounts passed for payment the meeting was held yesterday afternoon when there were present the members of the committee and a large number of residents who took a keen interest in the proceedings the chairman explained the position of the matter and after some discussion it was resolved that the council be asked to take the necessary steps to have the work carried out at an early date the question of the road was also considered and it was agreed to refer the matter to the engineer for a report the correspondence was then dealt with and accounts passed for payment the meeting was held yesterday afternoon when there were present the members of the committee and a large number of residents who took a keen interest in the proceedings the chairman explained the position of the matter and after some discussion it was resolved that the council be asked to take the necessary steps to have the work carried out at an early date the question of the road was also considered and it was agreed to refer the matter to the engineer for a report the correspondence was then dealt with and accounts passed for payment the meeting was held yesterday afternoon when there were present the members of the committee and a large number of residents who took a keen interest in the proceedings the chairman explained the position of the matter and after some discussion it was resolved that the council be asked to take the necessary steps to have the work carried out at an early date the question of the road was also considered and it was agreed to refer the matter to the engineer for a report the correspondence was then dealt with and accounts passed for payment the meeting was held yesterday afternoon when there were present the members of the committee and a large number of residents who took a keen interest in the proceedings the chairman explained the position of the matter and after some discussion it was resolved that the council be asked to take the necessary steps to have the work carried out at an early date the question of the road was also considered and it was agreed to refer the matter to the engineer for a report the correspondence was then dealt with and accounts passed for payment bbox=[330, 1126, 396, 1757]
sterilisation-heading: THE STERILISATION QUESTION. bbox=[503, 234, 557, 239]
water-sub: Water Power. bbox=[286, 1267, 302, 1271]
obituary-name: SIR A. J. CADMAN. bbox=[348, 1902, 378, 1906]
ad-text: the meeting was held yesterday afternoon when there were present the members of the committee and a large number of residents who took a keen interest in the proceedings the chairman explained the position of the matter and after some discussion it was resolved that the council be asked to take the necessary steps to have the work carried out at an early date the question of the road was also considered and it was agreed to refer the matter to the engineer for a report the correspondence was then dealt with and accounts passed for payment bbox=[65, 227, 125, 264]
farmers-heading: FARMERS' UNION. bbox=[515, 225, 545, 229]
ad-hale: HALE & CO., Proprietors bbox=[69, 492, 122, 497]
ad-text: the meeting was held yesterday afternoon when there were present the members of the committee and a large number of residents who took a keen interest in the proceedings the chairman explained the position of the matter and after some discussion it was resolved that the council be asked to take the necessary steps to have the work carried out at an early date the question of the road was also considered and it was agreed to refer the matter to the engineer for a report the correspondence was then dealt with and accounts passed for payment bbox=[2, 1210, 62, 1247]
article-text: the meeting was held yesterday afternoon when there were present the members of the committee and a large number of residents who took a keen interest in the proceedings the chairman explained the position of the matter and after some discussion it was resolved that the council be asked to take the necessary steps to have the work carried out at an early date the question of the road was also considered and it was agreed to refer the matter to the engineer for a report the correspondence was then dealt with and accounts passed for payment the meeting was held yesterday afternoon when there were present the members of the committee and a large number of residents who took a keen interest in the proceedings the chairman explained the position of the matter and after some discussion it was resolved that the council be asked to take the necessary steps to have the work carried out at an early date the question of the road was also considered and it was agreed to refer the matter to the engineer for a report the correspondence was then dealt with and accounts passed for payment the meeting was held yesterday afternoon when there were present the members of the committee and a large number of residents who took a keen interest in the proceedings the chairman explained the position of the matter and after some discussion it was resolved that the council be asked to take the necessary steps to have the work carried out at an early date the question of the road was also considered and it was agreed to refer the matter to the engineer for a report the correspondence was then dealt with and accounts passed for payment the meeting was held yesterday afternoon when there were present the members of the committee and a large number of residents who took a keen interest in the proceedings the chairman explained the position of the matter and after some discussion it was resolved that the council be asked to take the necessary steps to have the work carried out at an early date the question of the road was also considered and it was agreed to refer the matter to the engineer for a report the correspondence was then dealt with and accounts passed for payment the meeting was held yesterday afternoon when there were present the members of the committee and a large number of residents who took a keen interest in the proceedings the chairman explained the position of the matter and after some discussion it was resolved that the council be asked to take the necessary steps to have the work carried out at an early date the question of the road was also considered and it was agreed to refer the matter to the engineer for a report the correspondence was then dealt with and accounts passed for payment the meeting was held yesterday afternoon when there were present the members of the committee and a large number of residents who took a keen interest in the proceedings the chairman explained the position of the matter and after some discussion it was resolved that the council be asked to take the necessary steps to have the work carried out at an early date the question of the road was also considered and it was agreed to refer the matter to the engineer for a report the correspondence was then dealt with and accounts passed for payment the meeting was held yesterday afternoon when there were present the members of the committee and a large number of residents who took a keen interest in the proceedings the chairman explained the position of the matter and after some discussion it was resolved that the council be asked to take the necessary steps to have the work carried out at an early date the question of the road was also considered and it was agreed to refer the matter to the engineer for a report the correspondence was then dealt with and accounts passed for payment the meeting was held yesterday afternoon when there were present the members of the committee and a large number of residents who took a keen interest in the proceedings the chairman explained the position of the matter and after some discussion it was resolved that the council be asked to take the necessary steps to have the work carried out at an early date the question of the road was also considered and it was agreed to refer the matter to the engineer for a report the correspondence was then dealt with and accounts passed for payment bbox=[194, 1602, 258, 1866]
masthead: TARANAKI DAILY NEWS, FRIDAY, MARCH 24, 1905. bbox=[0, 0, 574, 10]
referees-heading: Taranaki Referees' Association. bbox=[333, 470, 393, 476]
article-text: the meeting was held yesterday afternoon when there were present the members of the committee and a large number of residents who took a keen interest in the proceedings the chairman explained the position of the matter and after some discussion it was resolved that the council be asked to take the necessary steps to have the work carried out at an early date the question of the road was also considered and it was agreed to refer the matter to the engineer for a report the correspondence was then dealt with and accounts passed for payment the meeting was held yesterday afternoon when there were present the members of the committee and a large number of residents who took a keen interest in the proceedings the chairman explained the position of the matter and after some discussion it was resolved that the council be asked to take the necessary steps to have the work carried out at an early date the question of the road was also considered and it was agreed to refer the matter to the engineer for a report the correspondence was then dealt with and accounts passed for payment the meeting was held yesterday afternoon when there were present the members of the committee and a large number of residents who took a keen interest in the proceedings the chairman explained the position of the matter and after some discussion it was resolved that the council be asked to take the necessary steps to have the work carried out at an early date the question of the road was also considered and it was agreed to refer the matter to the engineer for a report the correspondence was then dealt with and accounts passed for payment the meeting was held yesterday afternoon when there were present the members of the committee and a large number of residents who took a keen interest in the proceedings the chairman explained the position of the matter and after some discussion it was resolved that the council be asked to take the necessary steps to have the work carried out at an early date the question of the road was also considered and it was agreed to refer the matter to the engineer for a report the correspondence was then dealt with and accounts passed for payment bbox=[262, 1272, 327, 1400]
column-shipping bbox=[0, 11, 64, 1348]
article-text: the meeting was held yesterday afternoon when there were present the members of the committee and a large number of residents who took a keen interest in the proceedings the chairman explained the position of the matter and after some discussion it was resolved that the council be asked to take the necessary steps to have the work carried out at an early date the question of the road was also considered and it was agreed to refer the matter to the engineer for a report the correspondence was then dealt with and accounts passed for payment the meeting was held yesterday afternoon when there were present the members of the committee and a large number of residents who took a keen interest in the proceedings the chairman explained the position of the matter and after some discussion it was resolved that the council be asked to take the necessary steps to have the work carried out at an early date the question of the road was also considered and it was agreed to refer the matter to the engineer for a report the correspondence was then dealt with and accounts passed for payment the meeting was held yesterday afternoon when there were present the members of the committee and a large number of residents who took a keen interest in the proceedings the chairman explained the position of the matter and after some discussion it was resolved that the council be asked to take the necessary steps to have the work carried out at an early date the question of the road was also considered and it was agreed to refer the matter to the engineer for a report the correspondence was then dealt with and accounts passed for payment the meeting was held yesterday afternoon when there were present the members of the committee and a large number of residents who took a keen interest in the proceedings the chairman explained the position of the matter and after some discussion it was resolved that the council be asked to take the necessary steps to have the work carried out at an early date the question of the road was also considered and it was agreed to refer the matter to the engineer for a report the correspondence was then dealt with and accounts passed for payment the meeting was held yesterday afternoon when there were present the members of the committee and a large number of residents who took a keen interest in the proceedings the chairman explained the position of the matter and after some discussion it was resolved that the council be asked to take the necessary steps to have the work carried out at an early date the question of the road was also considered and it was agreed to refer the matter to the engineer for a report the correspondence was then dealt with and accounts passed for payment the meeting was held yesterday afternoon when there were present the members of the committee and a large number of residents who took a keen interest in the proceedings the chairman explained the position of the matter and after some discussion it was resolved that the council be asked to take the necessary steps to have the work carried out at an early date the question of the road was also considered and it was agreed to refer the matter to the engineer for a report the correspondence was then dealt with and accounts passed for payment the meeting was held yesterday afternoon when there were present the members of the committee and a large number of residents who took a keen interest in the proceedings the chairman explained the position of the matter and after some discussion it was resolved that the council be asked to take the necessary steps to have the work carried out at an early date the question of the road was also considered and it was agreed to refer the matter to the engineer for a report the correspondence was then dealt with and accounts passed for payment the meeting was held yesterday afternoon when there were present the members of the committee and a large number of residents who took a keen interest in the proceedings the chairman explained the position of the matter and after some discussion it was resolved that the council be asked to take the necessary steps to have the work carried out at an early date the question of the road was also considered and it was agreed to refer the matter to the engineer for a report the correspondence was then dealt with and accounts passed for payment the meeting was held yesterday afternoon when there were present the members of the committee and a large number of residents who took a keen interest in the proceedings the chairman explained the position of the matter and after some discussion it was resolved that the council be asked to take the necessary steps to have the work carried out at an early date the question of the road was also considered and it was agreed to refer the matter to the engineer for a report the correspondence was then dealt with and accounts passed for payment the meeting was held yesterday afternoon when there were present the members of the committee and a large number of residents who took a keen interest in the proceedings the chairman explained the position of the matter and after some discussion it was resolved that the council be asked to take the necessary steps to have the work carried out at an early date the question of the road was also considered and it was agreed to refer the matter to the engineer for a report the correspondence was then dealt with and accounts passed for payment bbox=[262, 613, 327, 934]
ad-bicycles: BICYCLES. BICYCLES. THE LARGEST AND BEST SELECTION IN THE PROVINCE. ROVER, RALEIGH SKEATES', 2 Grades. STYLE AND FINISH GUARANTEED. PRICES FROM £12 10/ EASY TERMS. SECONDHAND BICYCLES for sale or hire. SKEATES CYCLE CO. Devon Street, NEW PLYMOUTH. bbox=[66, 13, 124, 87]
annual-sub: Annual Supplies. bbox=[284, 1639, 304, 1642]
day-sub: SECOND DAY. bbox=[433, 26, 450, 29]
theatre-heading: Theatre Royal. bbox=[345, 1109, 381, 1116]
fire-heading: FIRE IN NELSON. bbox=[516, 123, 544, 127]
ad-pikett: A. A. PIKETT, BUILDER, CONTRACTOR, AND UNDERTAKER. bbox=[7, 965, 57, 981]
article-text: the meeting was held yesterday afternoon when there were present the members of the committee and a large number of residents who took a keen interest in the proceedings the chairman explained the position of the matter and after some discussion it was resolved that the council be asked to take the necessary steps to have the work carried out at an early date the question of the road was also considered and it was agreed to refer the matter to the engineer for a report the correspondence was then dealt with and accounts passed for payment the meeting was held yesterday afternoon when there were present the members of the committee and a large number of residents who took a keen interest in the proceedings the chairman explained the position of the matter and after some discussion it was resolved that the council be asked to take the necessary steps to have the work carried out at an early date the question of the road was also considered and it was agreed to refer the matter to the engineer for a report the correspondence was then dealt with and accounts passed for payment the meeting was held yesterday afternoon when there were present the members of the committee and a large number of residents who took a keen interest in the proceedings the chairman explained the position of the matter and after some discussion it was resolved that the council be asked to take the necessary steps to have the work carried out at an early date the question of the road was also considered and it was agreed to refer the matter to the engineer for a report the correspondence was then dealt with and accounts passed for payment the meeting was held yesterday afternoon when there were present the members of the committee and a large number of residents who took a keen interest in the proceedings the chairman explained the position of the matter and after some discussion it was resolved that the council be asked to take the necessary steps to have the work carried out at an early date the question of the road was also considered and it was agreed to refer the matter to the engineer for a report the correspondence was then dealt with and accounts passed for payment bbox=[330, 1762, 396, 1892]
local-heading: LOCAL AND GENERAL. bbox=[140, 1937, 179, 1941]
ad-gray: Mr A. Douglas Gray, DENTIST. bbox=[74, 412, 116, 422]
moroccan-heading: Moroccan Affairs. bbox=[419, 927, 464, 934]
obituary-heading: Obituary. bbox=[351, 1893, 375, 1900]
british-heading: British Politics. bbox=[423, 711, 461, 718]
article-text: the meeting was held yesterday afternoon when there were present the members of the committee and a large number of residents who took a keen interest in the proceedings the chairman explained the position of the matter and after some discussion it was resolved that the council be asked to take the necessary steps to have the work carried out at an early date the question of the road was also considered and it was agreed to refer the matter to the engineer for a report the correspondence was then dealt with and accounts passed for payment the meeting was held yesterday afternoon when there were present the members of the committee and a large number of residents who took a keen interest in the proceedings the chairman explained the position of the matter and after some discussion it was resolved that the council be asked to take the necessary steps to have the work carried out at an early date the question of the road was also considered and it was agreed to refer the matter to the engineer for a report the correspondence was then dealt with and accounts passed for payment the meeting was held yesterday afternoon when there were present the members of the committee and a large number of residents who took a keen interest in the proceedings the chairman explained the position of the matter and after some discussion it was resolved that the council be asked to take the necessary steps to have the work carried out at an early date the question of the road was also considered and it was agreed to refer the matter to the engineer for a report the correspondence was then dealt with and accounts passed for payment the meeting was held yesterday afternoon when there were present the members of the committee and a large number of residents who took a keen interest in the proceedings the chairman explained the position of the matter and after some discussion it was resolved that the council be asked to take the necessary steps to have the work carried out at an early date the question of the road was also considered and it was agreed to refer the matter to the engineer for a report the correspondence was then dealt with and accounts passed for payment the meeting was held yesterday afternoon when there were present the members of the committee and a large number of residents who took a keen interest in the proceedings the chairman explained the position of the matter and after some discussion it was resolved that the council be asked to take the necessary steps to have the work carried out at an early date the question of the road was also considered and it was agreed to refer the matter to the engineer for a report the correspondence was then dealt with and accounts passed for payment the meeting was held yesterday afternoon when there were present the members of the committee and a large number of residents who took a keen interest in the proceedings the chairman explained the position of the matter and after some discussion it was resolved that the council be asked to take the necessary steps to have the work carried out at an early date the question of the road was also considered and it was agreed to refer the matter to the engineer for a report the correspondence was then dealt with and accounts passed for payment the meeting was held yesterday afternoon when there were present the members of the committee and a large number of residents who took a keen interest in the proceedings the chairman explained the position of the matter and after some discussion it was resolved that the council be asked to take the necessary steps to have the work carried out at an early date the question of the road was also considered and it was agreed to refer the matter to the engineer for a report the correspondence was then dealt with and accounts passed for payment the meeting was held yesterday afternoon when there were present the members of the committee and a large number of residents who took a keen interest in the proceedings the chairman explained the position of the matter and after some discussion it was resolved that the council be asked to take the necessary steps to have the work carried out at an early date the question of the road was also considered and it was agreed to refer the matter to the engineer for a report the correspondence was then dealt with and accounts passed for payment bbox=[262, 1980, 327, 2238]
column-borough bbox=[260, 11, 329, 2238]
ad-text: the meeting was held yesterday afternoon when there were present the members of the committee and a large number of residents who took a keen interest in the proceedings the chairman explained the position of the matter and after some discussion it was resolved that the council be asked to take the necessary steps to have the work carried out at an early date the question of the road was also considered and it was agreed to refer the matter to the engineer for a report the correspondence was then dealt with and accounts passed for payment bbox=[65, 107, 125, 143]
article-text: the meeting was held yesterday afternoon when there were present the members of the committee and a large number of residents who took a keen interest in the proceedings the chairman explained the position of the matter and after some discussion it was resolved that the council be asked to take the necessary steps to have the work carried out at an early date the question of the road was also considered and it was agreed to refer the matter to the engineer for a report the correspondence was then dealt with and accounts passed for payment the meeting was held yesterday afternoon when there were present the members of the committee and a large number of residents who took a keen interest in the proceedings the chairman explained the position of the matter and after some discussion it was resolved that the council be asked to take the necessary steps to have the work carried out at an early date the question of the road was also considered and it was agreed to refer the matter to the engineer for a report the correspondence was then dealt with and accounts passed for payment the meeting was held yesterday afternoon when there were present the members of the committee and a large number of residents who took a keen interest in the proceedings the chairman explained the position of the matter and after some discussion it was resolved that the council be asked to take the necessary steps to have the work carried out at an early date the question of the road was also considered and it was agreed to refer the matter to the engineer for a report the correspondence was then dealt with and accounts passed for payment the meeting was held yesterday afternoon when there were present the members of the committee and a large number of residents who took a keen interest in the proceedings the chairman explained the position of the matter and after some discussion it was resolved that the council be asked to take the necessary steps to have the work carried out at an early date the question of the road was also considered and it was agreed to refer the matter to the engineer for a report the correspondence was then dealt with and accounts passed for payment the meeting was held yesterday afternoon when there were present the members of the committee and a large number of residents who took a keen interest in the proceedings the chairman explained the position of the matter and after some discussion it was resolved that the council be asked to take the necessary steps to have the work carried out at an early date the question of the road was also considered and it was agreed to refer the matter to the engineer for a report the correspondence was then dealt with and accounts passed for payment the meeting was held yesterday afternoon when there were present the members of the committee and a large number of residents who took a keen interest in the proceedings the chairman explained the position of the matter and after some discussion it was resolved that the council be asked to take the necessary steps to have the work carried out at an early date the question of the road was also considered and it was agreed to refer the matter to the engineer for a report the correspondence was then dealt with and accounts passed for payment the meeting was held yesterday afternoon when there were present the members of the committee and a large number of residents who took a keen interest in the proceedings the chairman explained the position of the matter and after some discussion it was resolved that the council be asked to take the necessary steps to have the work carried out at an early date the question of the road was also considered and it was agreed to refer the matter to the engineer for a report the correspondence was then dealt with and accounts passed for payment the meeting was held yesterday afternoon when there were present the members of the committee and a large number of residents who took a keen interest in the proceedings the chairman explained the position of the matter and after some discussion it was resolved that the council be asked to take the necessary steps to have the work carried out at an early date the question of the road was also considered and it was agreed to refer the matter to the engineer for a report the correspondence was then dealt with and accounts passed for payment the meeting was held yesterday afternoon when there were present the members of the committee and a large number of residents who took a keen interest in the proceedings the chairman explained the position of the matter and after some discussion it was resolved that the council be asked to take the necessary steps to have the work carried out at an early date the question of the road was also considered and it was agreed to refer the matter to the engineer for a report the correspondence was then dealt with and accounts passed for payment the meeting was held yesterday afternoon when there were present the members of the committee and a large number of residents who took a keen interest in the proceedings the chairman explained the position of the matter and after some discussion it was resolved that the council be asked to take the necessary steps to have the work carried out at an early date the question of the road was also considered and it was agreed to refer the matter to the engineer for a report the correspondence was then dealt with and accounts passed for payment bbox=[262, 26, 327, 346]
ad-partnership: PARTNERSHIP NOTICE. N. Miller, L.D.S., C. C. Gray, bbox=[12, 1107, 51, 1123]
ad-malone: Malone, McVeagh and Anderson, SOLICITORS, NEW PLYMOUTH, STRATFORD & ELTHAM. bbox=[6, 1082, 58, 1102]
victoria-heading: VICTORIA MEMORIAL. bbox=[344, 2350, 382, 2354]
ad-text: the meeting was held yesterday afternoon when there were present the members of the committee and a large number of residents who took a keen interest in the proceedings the chairman explained the position of the matter and after some discussion it was resolved that the council be asked to take the necessary steps to have the work carried out at an early date the question of the road was also considered and it was agreed to refer the matter to the engineer for a report the correspondence was then dealt with and accounts passed for payment bbox=[65, 371, 125, 408]
works-heading: WORKS COMMITTEE MEETING. bbox=[267, 22, 321, 25]
article-text: the meeting was held yesterday afternoon when there were present the members of the committee and a large number of residents who took a keen interest in the proceedings the chairman explained the position of the matter and after some discussion it was resolved that the council be asked to take the necessary steps to have the work carried out at an early date the question of the road was also considered and it was agreed to refer the matter to the engineer for a report the correspondence was then dealt with and accounts passed for payment the meeting was held yesterday afternoon when there were present the members of the committee and a large number of residents who took a keen interest in the proceedings the chairman explained the position of the matter and after some discussion it was resolved that the council be asked to take the necessary steps to have the work carried out at an early date the question of the road was also considered and it was agreed to refer the matter to the engineer for a report the correspondence was then dealt with and accounts passed for payment the meeting was held yesterday afternoon when there were present the members of the committee and a large number of residents who took a keen interest in the proceedings the chairman explained the position of the matter and after some discussion it was resolved that the council be asked to take the necessary steps to have the work carried out at an early date the question of the road was also considered and it was agreed to refer the matter to the engineer for a report the correspondence was then dealt with and accounts passed for payment bbox=[399, 485, 484, 558]
article-text: the meeting was held yesterday afternoon when there were present the members of the committee and a large number of residents who took a keen interest in the proceedings the chairman explained the position of the matter and after some discussion it was resolved that the council be asked to take the necessary steps to have the work carried out at an early date the question of the road was also considered and it was agreed to refer the matter to the engineer for a report the correspondence was then dealt with and accounts passed for payment the meeting was held yesterday afternoon when there were present the members of the committee and a large number of residents who took a keen interest in the proceedings the chairman explained the position of the matter and after some discussion it was resolved that the council be asked to take the necessary steps to have the work carried out at an early date the question of the road was also considered and it was agreed to refer the matter to the engineer for a report the correspondence was then dealt with and accounts passed for payment the meeting was held yesterday afternoon when there were present the members of the committee and a large number of residents who took a keen interest in the proceedings the chairman explained the position of the matter and after some discussion it was resolved that the council be asked to take the necessary steps to have the work carried out at an early date the question of the road was also considered and it was agreed to refer the matter to the engineer for a report the correspondence was then dealt with and accounts passed for payment the meeting was held yesterday afternoon when there were present the members of the committee and a large number of residents who took a keen interest in the proceedings the chairman explained the position of the matter and after some discussion it was resolved that the council be asked to take the necessary steps to have the work carried out at an early date the question of the road was also considered and it was agreed to refer the matter to the engineer for a report the correspondence was then dealt with and accounts passed for payment the meeting was held yesterday afternoon when there were present the members of the committee and a large number of residents who took a keen interest in the proceedings the chairman explained the position of the matter and after some discussion it was resolved that the council be asked to take the necessary steps to have the work carried out at an early date the question of the road was also considered and it was agreed to refer the matter to the engineer for a report the correspondence was then dealt with and accounts passed for payment the meeting was held yesterday afternoon when there were present the members of the committee and a large number of residents who took a keen interest in the proceedings the chairman explained the position of the matter and after some discussion it was resolved that the council be asked to take the necessary steps to have the work carried out at an early date the question of the road was also considered and it was agreed to refer the matter to the engineer for a report the correspondence was then dealt with and accounts passed for payment the meeting was held yesterday afternoon when there were present the members of the committee and a large number of residents who took a keen interest in the proceedings the chairman explained the position of the matter and after some discussion it was resolved that the council be asked to take the necessary steps to have the work carried out at an early date the question of the road was also considered and it was agreed to refer the matter to the engineer for a report the correspondence was then dealt with and accounts passed for payment the meeting was held yesterday afternoon when there were present the members of the committee and a large number of residents who took a keen interest in the proceedings the chairman explained the position of the matter and after some discussion it was resolved that the council be asked to take the necessary steps to have the work carried out at an early date the question of the road was also considered and it was agreed to refer the matter to the engineer for a report the correspondence was then dealt with and accounts passed for payment bbox=[399, 284, 484, 479]
theatre-sub: CAPTAIN SCOTT HARDEN'S PICTORIAL ENTERTAINMENT. bbox=[330, 1117, 396, 1126]
article-text: the meeting was held yesterday afternoon when there were present the members of the committee and a large number of residents who took a keen interest in the proceedings the chairman explained the position of the matter and after some discussion it was resolved that the council be asked to take the necessary steps to have the work carried out at an early date the question of the road was also considered and it was agreed to refer the matter to the engineer for a report the correspondence was then dealt with and accounts passed for payment the meeting was held yesterday afternoon when there were present the members of the committee and a large number of residents who took a keen interest in the proceedings the chairman explained the position of the matter and after some discussion it was resolved that the council be asked to take the necessary steps to have the work carried out at an early date the question of the road was also considered and it was agreed to refer the matter to the engineer for a report the correspondence was then dealt with and accounts passed for payment the meeting was held yesterday afternoon when there were present the members of the committee and a large number of residents who took a keen interest in the proceedings the chairman explained the position of the matter and after some discussion it was resolved that the council be asked to take the necessary steps to have the work carried out at an early date the question of the road was also considered and it was agreed to refer the matter to the engineer for a report the correspondence was then dealt with and accounts passed for payment the meeting was held yesterday afternoon when there were present the members of the committee and a large number of residents who took a keen interest in the proceedings the chairman explained the position of the matter and after some discussion it was resolved that the council be asked to take the necessary steps to have the work carried out at an early date the question of the road was also considered and it was agreed to refer the matter to the engineer for a report the correspondence was then dealt with and accounts passed for payment the meeting was held yesterday afternoon when there were present the members of the committee and a large number of residents who took a keen interest in the proceedings the chairman explained the position of the matter and after some discussion it was resolved that the council be asked to take the necessary steps to have the work carried out at an early date the question of the road was also considered and it was agreed to refer the matter to the engineer for a report the correspondence was then dealt with and accounts passed for payment the meeting was held yesterday afternoon when there were present the members of the committee and a large number of residents who took a keen interest in the proceedings the chairman explained the position of the matter and after some discussion it was resolved that the council be asked to take the necessary steps to have the work carried out at an early date the question of the road was also considered and it was agreed to refer the matter to the engineer for a report the correspondence was then dealt with and accounts passed for payment the meeting was held yesterday afternoon when there were present the members of the committee and a large number of residents who took a keen interest in the proceedings the chairman explained the position of the matter and after some discussion it was resolved that the council be asked to take the necessary steps to have the work carried out at an early date the question of the road was also considered and it was agreed to refer the matter to the engineer for a report the correspondence was then dealt with and accounts passed for payment the meeting was held yesterday afternoon when there were present the members of the committee and a large number of residents who took a keen interest in the proceedings the chairman explained the position of the matter and after some discussion it was resolved that the council be asked to take the necessary steps to have the work carried out at an early date the question of the road was also considered and it was agreed to refer the matter to the engineer for a report the correspondence was then dealt with and accounts passed for payment the meeting was held yesterday afternoon when there were present the members of the committee and a large number of residents who took a keen interest in the proceedings the chairman explained the position of the matter and after some discussion it was resolved that the council be asked to take the necessary steps to have the work carried out at an early date the question of the road was also considered and it was agreed to refer the matter to the engineer for a report the correspondence was then dealt with and accounts passed for payment the meeting was held yesterday afternoon when there were present the members of the committee and a large number of residents who took a keen interest in the proceedings the chairman explained the position of the matter and after some discussion it was resolved that the council be asked to take the necessary steps to have the work carried out at an early date the question of the road was also considered and it was agreed to refer the matter to the engineer for a report the correspondence was then dealt with and accounts passed for payment the meeting was held yesterday afternoon when there were present the members of the committee and a large number of residents who took a keen interest in the proceedings the chairman explained the position of the matter and after some discussion it was resolved that the council be asked to take the necessary steps to have the work carried out at an early date the question of the road was also considered and it was agreed to refer the matter to the engineer for a report the correspondence was then dealt with and accounts passed for payment the meeting was held yesterday afternoon when there were present the members of the committee and a large number of residents who took a keen interest in the proceedings the chairman explained the position of the matter and after some discussion it was resolved that the council be asked to take the necessary steps to have the work carried out at an early date the question of the road was also considered and it was agreed to refer the matter to the engineer for a report the correspondence was then dealt with and accounts passed for payment the meeting was held yesterday afternoon when there were present the members of the committee and a large number of residents who took a keen interest in the proceedings the chairman explained the position of the matter and after some discussion it was resolved that the council be asked to take the necessary steps to have the work carried out at an early date the question of the road was also considered and it was agreed to refer the matter to the engineer for a report the correspondence was then dealt with and accounts passed for payment the meeting was held yesterday afternoon when there were present the members of the committee and a large number of residents who took a keen interest in the proceedings the chairman explained the position of the matter and after some discussion it was resolved that the council be asked to take the necessary steps to have the work carried out at an early date the question of the road was also considered and it was agreed to refer the matter to the engineer for a report the correspondence was then dealt with and accounts passed for payment the meeting was held yesterday afternoon when there were present the members of the committee and a large number of residents who took a keen interest in the proceedings the chairman explained the position of the matter and after some discussion it was resolved that the council be asked to take the necessary steps to have the work carried out at an early date the question of the road was also considered and it was agreed to refer the matter to the engineer for a report the correspondence was then dealt with and accounts passed for payment the meeting was held yesterday afternoon when there were present the members of the committee and a large number of residents who took a keen interest in the proceedings the chairman explained the position of the matter and after some discussion it was resolved that the council be asked to take the necessary steps to have the work carried out at an early date the question of the road was also considered and it was agreed to refer the matter to the engineer for a report the correspondence was then dealt with and accounts passed for payment the meeting was held yesterday afternoon when there were present the members of the committee and a large number of residents who took a keen interest in the proceedings the chairman explained the position of the matter and after some discussion it was resolved that the council be asked to take the necessary steps to have the work carried out at an early date the question of the road was also considered and it was agreed to refer the matter to the engineer for a report the correspondence was then dealt with and accounts passed for payment the meeting was held yesterday afternoon when there were present the members of the committee and a large number of residents who took a keen interest in the proceedings the chairman explained the position of the matter and after some discussion it was resolved that the council be asked to take the necessary steps to have the work carried out at an early date the question of the road was also considered and it was agreed to refer the matter to the engineer for a report the correspondence was then dealt with and accounts passed for payment the meeting was held yesterday afternoon when there were present the members of the committee and a large number of residents who took a keen interest in the proceedings the chairman explained the position of the matter and after some discussion it was resolved that the council be asked to take the necessary steps to have the work carried out at an early date the question of the road was also considered and it was agreed to refer the matter to the engineer for a report the correspondence was then dealt with and accounts passed for payment the meeting was held yesterday afternoon when there were present the members of the committee and a large number of residents who took a keen interest in the proceedings the chairman explained the position of the matter and after some discussion it was resolved that the council be asked to take the necessary steps to have the work carried out at an early date the question of the road was also considered and it was agreed to refer the matter to the engineer for a report the correspondence was then dealt with and accounts passed for payment the meeting was held yesterday afternoon when there were present the members of the committee and a large number of residents who took a keen interest in the proceedings the chairman explained the position of the matter and after some discussion it was resolved that the council be asked to take the necessary steps to have the work carried out at an early date the question of the road was also considered and it was agreed to refer the matter to the engineer for a report the correspondence was then dealt with and accounts passed for payment the meeting was held yesterday afternoon when there were present the members of the committee and a large number of residents who took a keen interest in the proceedings the chairman explained the position of the matter and after some discussion it was resolved that the council be asked to take the necessary steps to have the work carried out at an early date the question of the road was also considered and it was agreed to refer the matter to the engineer for a report the correspondence was then dealt with and accounts passed for payment the meeting was held yesterday afternoon when there were present the members of the committee and a large number of residents who took a keen interest in the proceedings the chairman explained the position of the matter and after some discussion it was resolved that the council be asked to take the necessary steps to have the work carried out at an early date the question of the road was also considered and it was agreed to refer the matter to the engineer for a report the correspondence was then dealt with and accounts passed for payment the meeting was held yesterday afternoon when there were present the members of the committee and a large number of residents who took a keen interest in the proceedings the chairman explained the position of the matter and after some discussion it was resolved that the council be asked to take the necessary steps to have the work carried out at an early date the question of the road was also considered and it was agreed to refer the matter to the engineer for a report the correspondence was then dealt with and accounts passed for payment the meeting was held yesterday afternoon when there were present the members of the committee and a large number of residents who took a keen interest in the proceedings the chairman explained the position of the matter and after some discussion it was resolved that the council be asked to take the necessary steps to have the work carried out at an early date the question of the road was also considered and it was agreed to refer the matter to the engineer for a report the correspondence was then dealt with and accounts passed for payment the meeting was held yesterday afternoon when there were present the members of the committee and a large number of residents who took a keen interest in the proceedings the chairman explained the position of the matter and after some discussion it was resolved that the council be asked to take the necessary steps to have the work carried out at an early date the question of the road was also considered and it was agreed to refer the matter to the engineer for a report the correspondence was then dealt with and accounts passed for payment the meeting was held yesterday afternoon when there were present the members of the committee and a large number of residents who took a keen interest in the proceedings the chairman explained the position of the matter and after some discussion it was resolved that the council be asked to take the necessary steps to have the work carried out at an early date the question of the road was also considered and it was agreed to refer the matter to the engineer for a report the correspondence was then dealt with and accounts passed for payment the meeting was held yesterday afternoon when there were present the members of the committee and a large number of residents who took a keen interest in the proceedings the chairman explained the position of the matter and after some discussion it was resolved that the council be asked to take the necessary steps to have the work carried out at an early date the question of the road was also considered and it was agreed to refer the matter to the engineer for a report the correspondence was then dealt with and accounts passed for payment the meeting was held yesterday afternoon when there were present the members of the committee and a large number of residents who took a keen interest in the proceedings the chairman explained the position of the matter and after some discussion it was resolved that the council be asked to take the necessary steps to have the work carried out at an early date the question of the road was also considered and it was agreed to refer the matter to the engineer for a report the correspondence was then dealt with and accounts passed for payment the meeting was held yesterday afternoon when there were present the members of the committee and a large number of residents who took a keen interest in the proceedings the chairman explained the position of the matter and after some discussion it was resolved that the council be asked to take the necessary steps to have the work carried out at an early date the question of the road was also considered and it was agreed to refer the matter to the engineer for a report the correspondence was then dealt with and accounts passed for payment the meeting was held yesterday afternoon when there were present the members of the committee and a large number of residents who took a keen interest in the proceedings the chairman explained the position of the matter and after some discussion it was resolved that the council be asked to take the necessary steps to have the work carried out at an early date the question of the road was also considered and it was agreed to refer the matter to the engineer for a report the correspondence was then dealt with and accounts passed for payment the meeting was held yesterday afternoon when there were present the members of the committee and a large number of residents who took a keen interest in the proceedings the chairman explained the position of the matter and after some discussion it was resolved that the council be asked to take the necessary steps to have the work carried out at an early date the question of the road was also considered and it was agreed to refer the matter to the engineer for a report the correspondence was then dealt with and accounts passed for payment the meeting was held yesterday afternoon when there were present the members of the committee and a large number of residents who took a keen interest in the proceedings the chairman explained the position of the matter and after some discussion it was resolved that the council be asked to take the necessary steps to have the work carried out at an early date the question of the road was also considered and it was agreed to refer the matter to the engineer for a report the correspondence was then dealt with and accounts passed for payment the meeting was held yesterday afternoon when there were present the members of the committee and a large number of residents who took a keen interest in the proceedings the chairman explained the position of the matter and after some discussion it was resolved that the council be asked to take the necessary steps to have the work carried out at an early date the question of the road was also considered and it was agreed to refer the matter to the engineer for a report the correspondence was then dealt with and accounts passed for payment the meeting was held yesterday afternoon when there were present the members of the committee and a large number of residents who took a keen interest in the proceedings the chairman explained the position of the matter and after some discussion it was resolved that the council be asked to take the necessary steps to have the work carried out at an early date the question of the road was also considered and it was agreed to refer the matter to the engineer for a report the correspondence was then dealt with and accounts passed for payment the meeting was held yesterday afternoon when there were present the members of the committee and a large number of residents who took a keen interest in the proceedings the chairman explained the position of the matter and after some discussion it was resolved that the council be asked to take the necessary steps to have the work carried out at an early date the question of the road was also considered and it was agreed to refer the matter to the engineer for a report the correspondence was then dealt with and accounts passed for payment the meeting was held yesterday afternoon when there were present the members of the committee and a large number of residents who took a keen interest in the proceedings the chairman explained the position of the matter and after some discussion it was resolved that the council be asked to take the necessary steps to have the work carried out at an early date the question of the road was also considered and it was agreed to refer the matter to the engineer for a report the correspondence was then dealt with and accounts passed for payment the meeting was held yesterday afternoon when there were present the members of the committee and a large number of residents who took a keen interest in the proceedings the chairman explained the position of the matter and after some discussion it was resolved that the council be asked to take the necessary steps to have the work carried out at an early date the question of the road was also considered and it was agreed to refer the matter to the engineer for a report the correspondence was then dealt with and accounts passed for payment the meeting was held yesterday afternoon when there were present the members of the committee and a large number of residents who took a keen interest in the proceedings the chairman explained the position of the matter and after some discussion it was resolved that the council be asked to take the necessary steps to have the work carried out at an early date the question of the road was also considered and it was agreed to refer the matter to the engineer for a report the correspondence was then dealt with and accounts passed for payment the meeting was held yesterday afternoon when there were present the members of the committee and a large number of residents who took a keen interest in the proceedings the chairman explained the position of the matter and after some discussion it was resolved that the council be asked to take the necessary steps to have the work carried out at an early date the question of the road was also considered and it was agreed to refer the matter to the engineer for a report the correspondence was then dealt with and accounts passed for payment the meeting was held yesterday afternoon when there were present the members of the committee and a large number of residents who took a keen interest in the proceedings the chairman explained the position of the matter and after some discussion it was resolved that the council be asked to take the necessary steps to have the work carried out at an early date the question of the road was also considered and it was agreed to refer the matter to the engineer for a report the correspondence was then dealt with and accounts passed for payment the meeting was held yesterday afternoon when there were present the members of the committee and a large number of residents who took a keen interest in the proceedings the chairman explained the position of the matter and after some discussion it was resolved that the council be asked to take the necessary steps to have the work carried out at an early date the question of the road was also considered and it was agreed to refer the matter to the engineer for a report the correspondence was then dealt with and accounts passed for payment the meeting was held yesterday afternoon when there were present the members of the committee and a large number of residents who took a keen interest in the proceedings the chairman explained the position of the matter and after some discussion it was resolved that the council be asked to take the necessary steps to have the work carried out at an early date the question of the road was also considered and it was agreed to refer the matter to the engineer for a report the correspondence was then dealt with and accounts passed for payment the meeting was held yesterday afternoon when there were present the members of the committee and a large number of residents who took a keen interest in the proceedings the chairman explained the position of the matter and after some discussion it was resolved that the council be asked to take the necessary steps to have the work carried out at an early date the question of the road was also considered and it was agreed to refer the matter to the engineer for a report the correspondence was then dealt with and accounts passed for payment the meeting was held yesterday afternoon when there were present the members of the committee and a large number of residents who took a keen interest in the proceedings the chairman explained the position of the matter and after some discussion it was resolved that the council be asked to take the necessary steps to have the work carried out at an early date the question of the road was also considered and it was agreed to refer the matter to the engineer for a report the correspondence was then dealt with and accounts passed for payment the meeting was held yesterday afternoon when there were present the members of the committee and a large number of residents who took a keen interest in the proceedings the chairman explained the position of the matter and after some discussion it was resolved that the council be asked to take the necessary steps to have the work carried out at an early date the question of the road was also considered and it was agreed to refer the matter to the engineer for a report the correspondence was then dealt with and accounts passed for payment the meeting was held yesterday afternoon when there were present the members of the committee and a large number of residents who took a keen interest in the proceedings the chairman explained the position of the matter and after some discussion it was resolved that the council be asked to take the necessary steps to have the work carried out at an early date the question of the road was also considered and it was agreed to refer the matter to the engineer for a report the correspondence was then dealt with and accounts passed for payment the meeting was held yesterday afternoon when there were present the members of the committee and a large number of residents who took a keen interest in the proceedings the chairman explained the position of the matter and after some discussion it was resolved that the council be asked to take the necessary steps to have the work carried out at an early date the question of the road was also considered and it was agreed to refer the matter to the engineer for a report the correspondence was then dealt with and accounts passed for payment bbox=[194, 11, 258, 1596]
fourth-page-heading: ON THE FOURTH PAGE. bbox=[140, 1897, 179, 1902]
date-line: FRIDAY, MARCH 24, 1905. bbox=[15, 26, 48, 29]
captain-sub: CAPTAIN MAIR FINED £5. bbox=[425, 1309, 458, 1313]
ad-sladden: Sladden and Palmer, ENGINEERS AND SURVEYORS. bbox=[7, 1251, 57, 1261]
mutual-sub: MUTUAL INSURANCE. bbox=[516, 230, 544, 233]
pilbarra-heading: THE PILBARRA. bbox=[19, 538, 45, 543]
case-heading: THE WELLINGTON CASE. bbox=[509, 22, 551, 25]
article-text: the meeting was held yesterday afternoon when there were present the members of the committee and a large number of residents who took a keen interest in the proceedings the chairman explained the position of the matter and after some discussion it was resolved that the council be asked to take the necessary steps to have the work carried out at an early date the question of the road was also considered and it was agreed to refer the matter to the engineer for a report the correspondence was then dealt with and accounts passed for payment the meeting was held yesterday afternoon when there were present the members of the committee and a large number of residents who took a keen interest in the proceedings the chairman explained the position of the matter and after some discussion it was resolved that the council be asked to take the necessary steps to have the work carried out at an early date the question of the road was also considered and it was agreed to refer the matter to the engineer for a report the correspondence was then dealt with and accounts passed for payment the meeting was held yesterday afternoon when there were present the members of the committee and a large number of residents who took a keen interest in the proceedings the chairman explained the position of the matter and after some discussion it was resolved that the council be asked to take the necessary steps to have the work carried out at an early date the question of the road was also considered and it was agreed to refer the matter to the engineer for a report the correspondence was then dealt with and accounts passed for payment the meeting was held yesterday afternoon when there were present the members of the committee and a large number of residents who took a keen interest in the proceedings the chairman explained the position of the matter and after some discussion it was resolved that the council be asked to take the necessary steps to have the work carried out at an early date the question of the road was also considered and it was agreed to refer the matter to the engineer for a report the correspondence was then dealt with and accounts passed for payment bbox=[487, 128, 572, 224]
article-text: the meeting was held yesterday afternoon when there were present the members of the committee and a large number of residents who took a keen interest in the proceedings the chairman explained the position of the matter and after some discussion it was resolved that the council be asked to take the necessary steps to have the work carried out at an early date the question of the road was also considered and it was agreed to refer the matter to the engineer for a report the correspondence was then dealt with and accounts passed for payment the meeting was held yesterday afternoon when there were present the members of the committee and a large number of residents who took a keen interest in the proceedings the chairman explained the position of the matter and after some discussion it was resolved that the council be asked to take the necessary steps to have the work carried out at an early date the question of the road was also considered and it was agreed to refer the matter to the engineer for a report the correspondence was then dealt with and accounts passed for payment the meeting was held yesterday afternoon when there were present the members of the committee and a large number of residents who took a keen interest in the proceedings the chairman explained the position of the matter and after some discussion it was resolved that the council be asked to take the necessary steps to have the work carried out at an early date the question of the road was also considered and it was agreed to refer the matter to the engineer for a report the correspondence was then dealt with and accounts passed for payment the meeting was held yesterday afternoon when there were present the members of the committee and a large number of residents who took a keen interest in the proceedings the chairman explained the position of the matter and after some discussion it was resolved that the council be asked to take the necessary steps to have the work carried out at an early date the question of the road was also considered and it was agreed to refer the matter to the engineer for a report the correspondence was then dealt with and accounts passed for payment the meeting was held yesterday afternoon when there were present the members of the committee and a large number of residents who took a keen interest in the proceedings the chairman explained the position of the matter and after some discussion it was resolved that the council be asked to take the necessary steps to have the work carried out at an early date the question of the road was also considered and it was agreed to refer the matter to the engineer for a report the correspondence was then dealt with and accounts passed for payment the meeting was held yesterday afternoon when there were present the members of the committee and a large number of residents who took a keen interest in the proceedings the chairman explained the position of the matter and after some discussion it was resolved that the council be asked to take the necessary steps to have the work carried out at an early date the question of the road was also considered and it was agreed to refer the matter to the engineer for a report the correspondence was then dealt with and accounts passed for payment the meeting was held yesterday afternoon when there were present the members of the committee and a large number of residents who took a keen interest in the proceedings the chairman explained the position of the matter and after some discussion it was resolved that the council be asked to take the necessary steps to have the work carried out at an early date the question of the road was also considered and it was agreed to refer the matter to the engineer for a report the correspondence was then dealt with and accounts passed for payment the meeting was held yesterday afternoon when there were present the members of the committee and a large number of residents who took a keen interest in the proceedings the chairman explained the position of the matter and after some discussion it was resolved that the council be asked to take the necessary steps to have the work carried out at an early date the question of the road was also considered and it was agreed to refer the matter to the engineer for a report the correspondence was then dealt with and accounts passed for payment the meeting was held yesterday afternoon when there were present the members of the committee and a large number of residents who took a keen interest in the proceedings the chairman explained the position of the matter and after some discussion it was resolved that the council be asked to take the necessary steps to have the work carried out at an early date the question of the road was also considered and it was agreed to refer the matter to the engineer for a report the correspondence was then dealt with and accounts passed for payment the meeting was held yesterday afternoon when there were present the members of the committee and a large number of residents who took a keen interest in the proceedings the chairman explained the position of the matter and after some discussion it was resolved that the council be asked to take the necessary steps to have the work carried out at an early date the question of the road was also considered and it was agreed to refer the matter to the engineer for a report the correspondence was then dealt with and accounts passed for payment the meeting was held yesterday afternoon when there were present the members of the committee and a large number of residents who took a keen interest in the proceedings the chairman explained the position of the matter and after some discussion it was resolved that the council be asked to take the necessary steps to have the work carried out at an early date the question of the road was also considered and it was agreed to refer the matter to the engineer for a report the correspondence was then dealt with and accounts passed for payment the meeting was held yesterday afternoon when there were present the members of the committee and a large number of residents who took a keen interest in the proceedings the chairman explained the position of the matter and after some discussion it was resolved that the council be asked to take the necessary steps to have the work carried out at an early date the question of the road was also considered and it was agreed to refer the matter to the engineer for a report the correspondence was then dealt with and accounts passed for payment the meeting was held yesterday afternoon when there were present the members of the committee and a large number of residents who took a keen interest in the proceedings the chairman explained the position of the matter and after some discussion it was resolved that the council be asked to take the necessary steps to have the work carried out at an early date the question of the road was also considered and it was agreed to refer the matter to the engineer for a report the correspondence was then dealt with and accounts passed for payment the meeting was held yesterday afternoon when there were present the members of the committee and a large number of residents who took a keen interest in the proceedings the chairman explained the position of the matter and after some discussion it was resolved that the council be asked to take the necessary steps to have the work carried out at an early date the question of the road was also considered and it was agreed to refer the matter to the engineer for a report the correspondence was then dealt with and accounts passed for payment bbox=[330, 26, 396, 469]
article-text: the meeting was held yesterday afternoon when there were present the members of the committee and a large number of residents who took a keen interest in the proceedings the chairman explained the position of the matter and after some discussion it was resolved that the council be asked to take the necessary steps to have the work carried out at an early date the question of the road was also considered and it was agreed to refer the matter to the engineer for a report the correspondence was then dealt with and accounts passed for payment the meeting was held yesterday afternoon when there were present the members of the committee and a large number of residents who took a keen interest in the proceedings the chairman explained the position of the matter and after some discussion it was resolved that the council be asked to take the necessary steps to have the work carried out at an early date the question of the road was also considered and it was agreed to refer the matter to the engineer for a report the correspondence was then dealt with and accounts passed for payment bbox=[2, 771, 62, 840]
ad-money: Money to Lend. WILSON & GRAY bbox=[79, 521, 111, 531]
sporting-heading: SPORTING. bbox=[426, 13, 457, 20]
notes-heading: NOTES BY "SENTRY." bbox=[424, 480, 460, 484]
ad-text: the meeting was held yesterday afternoon when there were present the members of the committee and a large number of residents who took a keen interest in the proceedings the chairman explained the position of the matter and after some discussion it was resolved that the council be asked to take the necessary steps to have the work carried out at an early date the question of the road was also considered and it was agreed to refer the matter to the engineer for a report the correspondence was then dealt with and accounts passed for payment the meeting was held yesterday afternoon when there were present the members of the committee and a large number of residents who took a keen interest in the proceedings the chairman explained the position of the matter and after some discussion it was resolved that the council be asked to take the necessary steps to have the work carried out at an early date the question of the road was also considered and it was agreed to refer the matter to the engineer for a report the correspondence was then dealt with and accounts passed for payment bbox=[2, 1124, 62, 1194]
arrived-heading: ARRIVED. bbox=[23, 137, 40, 141]
article-text: the meeting was held yesterday afternoon when there were present the members of the committee and a large number of residents who took a keen interest in the proceedings the chairman explained the position of the matter and after some discussion it was resolved that the council be asked to take the necessary steps to have the work carried out at an early date the question of the road was also considered and it was agreed to refer the matter to the engineer for a report the correspondence was then dealt with and accounts passed for payment the meeting was held yesterday afternoon when there were present the members of the committee and a large number of residents who took a keen interest in the proceedings the chairman explained the position of the matter and after some discussion it was resolved that the council be asked to take the necessary steps to have the work carried out at an early date the question of the road was also considered and it was agreed to refer the matter to the engineer for a report the correspondence was then dealt with and accounts passed for payment the meeting was held yesterday afternoon when there were present the members of the committee and a large number of residents who took a keen interest in the proceedings the chairman explained the position of the matter and after some discussion it was resolved that the council be asked to take the necessary steps to have the work carried out at an early date the question of the road was also considered and it was agreed to refer the matter to the engineer for a report the correspondence was then dealt with and accounts passed for payment the meeting was held yesterday afternoon when there were present the members of the committee and a large number of residents who took a keen interest in the proceedings the chairman explained the position of the matter and after some discussion it was resolved that the council be asked to take the necessary steps to have the work carried out at an early date the question of the road was also considered and it was agreed to refer the matter to the engineer for a report the correspondence was then dealt with and accounts passed for payment the meeting was held yesterday afternoon when there were present the members of the committee and a large number of residents who took a keen interest in the proceedings the chairman explained the position of the matter and after some discussion it was resolved that the council be asked to take the necessary steps to have the work carried out at an early date the question of the road was also considered and it was agreed to refer the matter to the engineer for a report the correspondence was then dealt with and accounts passed for payment the meeting was held yesterday afternoon when there were present the members of the committee and a large number of residents who took a keen interest in the proceedings the chairman explained the position of the matter and after some discussion it was resolved that the council be asked to take the necessary steps to have the work carried out at an early date the question of the road was also considered and it was agreed to refer the matter to the engineer for a report the correspondence was then dealt with and accounts passed for payment the meeting was held yesterday afternoon when there were present the members of the committee and a large number of residents who took a keen interest in the proceedings the chairman explained the position of the matter and after some discussion it was resolved that the council be asked to take the necessary steps to have the work carried out at an early date the question of the road was also considered and it was agreed to refer the matter to the engineer for a report the correspondence was then dealt with and accounts passed for payment the meeting was held bbox=[330, 2354, 396, 2576]
bridges-sub: Bridges. bbox=[289, 1772, 299, 1776]
article-text: the meeting was held yesterday afternoon when there were present the members of the committee and a large number of residents who took a keen interest in the proceedings the chairman explained the position of the matter and after some discussion it was resolved that the council be asked to take the necessary steps to have the work carried out at an early date the question of the road was also considered and it was agreed to refer the matter to the engineer for a report the correspondence was then dealt with and accounts passed for payment the meeting was held yesterday afternoon when there were present the members of the committee and a large number of residents who took a keen interest in the proceedings the chairman explained the position of the matter and after some discussion it was resolved that the council be asked to take the necessary steps to have the work carried out at an early date the question of the road was also considered and it was agreed to refer the matter to the engineer for a report the correspondence was then dealt with and accounts passed for payment the meeting was held yesterday afternoon when there were present the members of the committee and a large number of residents who took a keen interest in the proceedings the chairman explained the position of the matter and after some discussion it was resolved that the council be asked to take the necessary steps to have the work carried out at an early date the question of the road was also considered and it was agreed to refer the matter to the engineer for a report the correspondence was then dealt with and accounts passed for payment bbox=[2, 286, 62, 393]
borough-heading: Borough Council. bbox=[273, 13, 316, 20]
ad-clark: S. CLARK & CO. FUNERAL FURNISHERS AND UNDERTAKERS. bbox=[136, 488, 183, 502]
ad-text: the meeting was held yesterday afternoon when there were present the members of the committee and a large number of residents who took a keen interest in the proceedings the chairman explained the position of the matter and after some discussion it was resolved that the council be asked to take the necessary steps to have the work carried out at an early date the question of the road was also considered and it was agreed to refer the matter to the engineer for a report the correspondence was then dealt with and accounts passed for payment the meeting was held yesterday afternoon when there were present the members of the committee and a large number of residents who took a keen interest in the proceedings the chairman explained the position of the matter and after some discussion it was resolved that the council be asked to take the necessary steps to have the work carried out at an early date the question of the road was also considered and it was agreed to refer the matter to the engineer for a report the correspondence was then dealt with and accounts passed for payment bbox=[2, 861, 62, 931]
ad-messenger: Frank Messenger ARCHITECT. bbox=[77, 216, 113, 226]
ad-standish: Standish & Kerr, BARRISTERS & SOLICITORS. bbox=[71, 536, 119, 546]
cricket-heading: CRICKET. bbox=[428, 1196, 455, 1203]
article-text: the meeting was held yesterday afternoon when there were present the members of the committee and a large number of residents who took a keen interest in the proceedings the chairman explained the position of the matter and after some discussion it was resolved that the council be asked to take the necessary steps to have the work carried out at an early date the question of the road was also considered and it was agreed to refer the matter to the engineer for a report the correspondence was then dealt with and accounts passed for payment the meeting was held yesterday afternoon when there were present the members of the committee and a large number of residents who took a keen interest in the proceedings the chairman explained the position of the matter and after some discussion it was resolved that the council be asked to take the necessary steps to have the work carried out at an early date the question of the road was also considered and it was agreed to refer the matter to the engineer for a report the correspondence was then dealt with and accounts passed for payment the meeting was held yesterday afternoon when there were present the members of the committee and a large number of residents who took a keen interest in the proceedings the chairman explained the position of the matter and after some discussion it was resolved that the council be asked to take the necessary steps to have the work carried out at an early date the question of the road was also considered and it was agreed to refer the matter to the engineer for a report the correspondence was then dealt with and accounts passed for payment the meeting was held yesterday afternoon when there were present the members of the committee and a large number of residents who took a keen interest in the proceedings the chairman explained the position of the matter and after some discussion it was resolved that the council be asked to take the necessary steps to have the work carried out at an early date the question of the road was also considered and it was agreed to refer the matter to the engineer for a report the correspondence was then dealt with and accounts passed for payment bbox=[262, 1405, 327, 1534]
honours-heading: MOST HONOURABLE DISTINCTION. bbox=[196, 1597, 256, 1601]
ad-parker: J. H. PARKER WATCHMAKER, JEWELLER AND OPTICIAN, DEVON STREET CENTRAL, NEW PLYMOUTH. bbox=[5, 936, 59, 960]
ad-bullot: LOUIS F. BULLOT, BUILDER. bbox=[75, 427, 115, 437]
article-text: the meeting was held yesterday afternoon when there were present the members of the committee and a large number of residents who took a keen interest in the proceedings the chairman explained the position of the matter and after some discussion it was resolved that the council be asked to take the necessary steps to have the work carried out at an early date the question of the road was also considered and it was agreed to refer the matter to the engineer for a report the correspondence was then dealt with and accounts passed for payment the meeting was held yesterday afternoon when there were present the members of the committee and a large number of residents who took a keen interest in the proceedings the chairman explained the position of the matter and after some discussion it was resolved that the council be asked to take the necessary steps to have the work carried out at an early date the question of the road was also considered and it was agreed to refer the matter to the engineer for a report the correspondence was then dealt with and accounts passed for payment the meeting was held yesterday afternoon when there were present the members of the committee and a large number of residents who took a keen interest in the proceedings the chairman explained the position of the matter and after some discussion it was resolved that the council be asked to take the necessary steps to have the work carried out at an early date the question of the road was also considered and it was agreed to refer the matter to the engineer for a report the correspondence was then dealt with and accounts passed for payment the meeting was held yesterday afternoon when there were present the members of the committee and a large number of residents who took a keen interest in the proceedings the chairman explained the position of the matter and after some discussion it was resolved that the council be asked to take the necessary steps to have the work carried out at an early date the question of the road was also considered and it was agreed to refer the matter to the engineer for a report the correspondence was then dealt with and accounts passed for payment bbox=[262, 1642, 327, 1771]
cradle-heading: The Cradle Of the Cycle. bbox=[128, 13, 189, 20]
